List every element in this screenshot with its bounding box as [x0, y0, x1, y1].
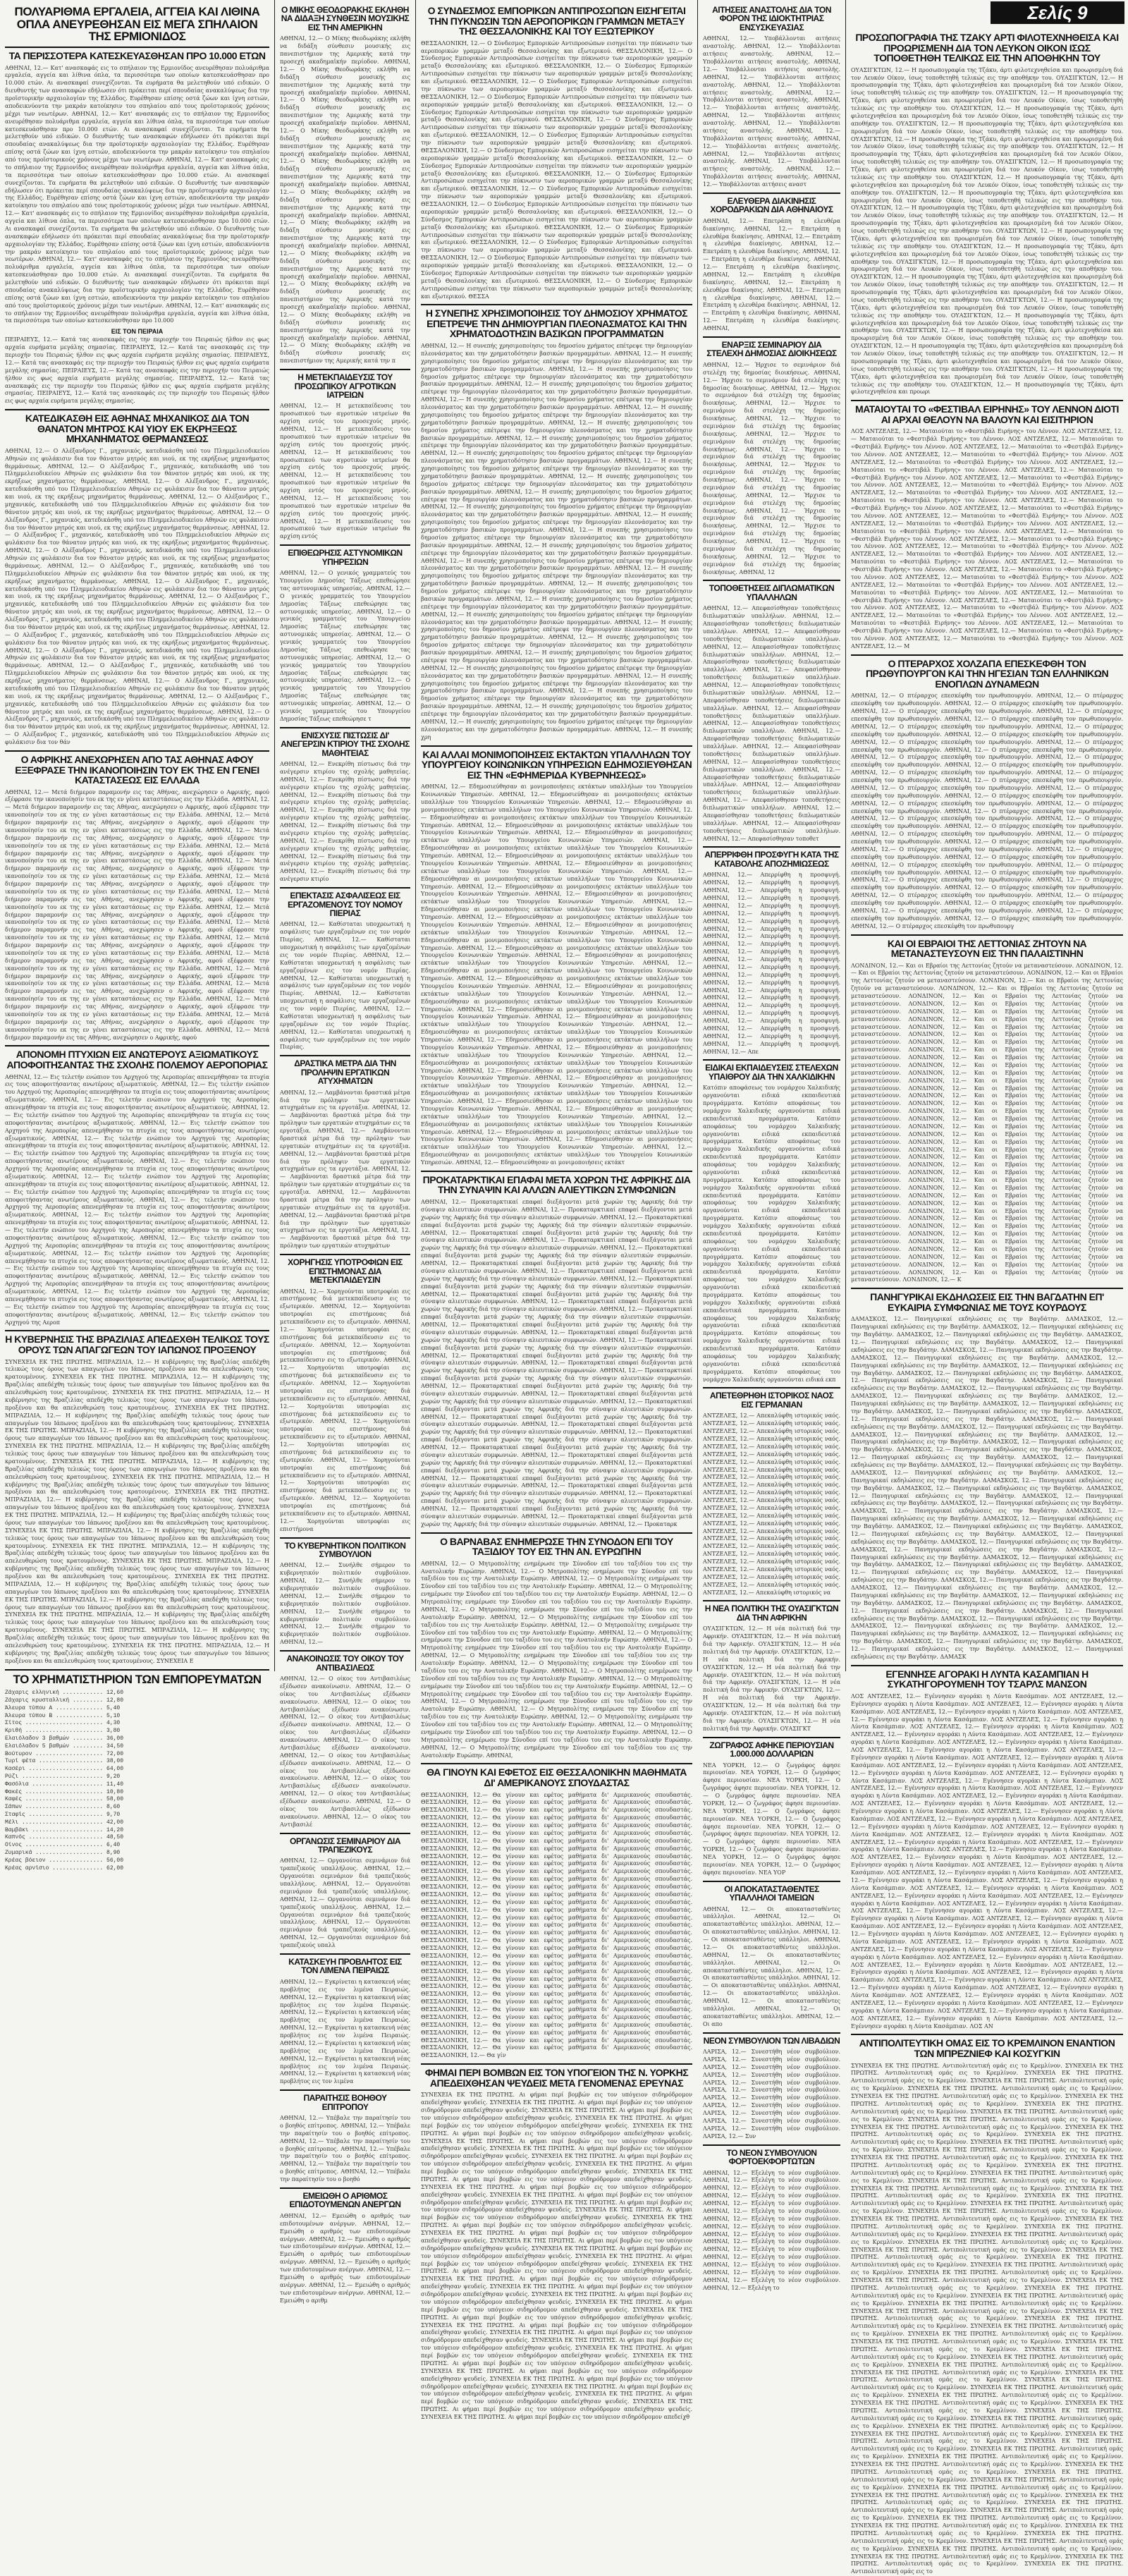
article-body: ΣΥΝΕΧΕΙΑ ΕΚ ΤΗΣ ΠΡΩΤΗΣ. Αντιπολιτευτική ομάς εις το Κρεμλίνον. ΣΥΝΕΧΕΙΑ ΕΚ ΤΗΣ ΠΡΩΤΗΣ. Αντιπολιτευτική ομάς εις το Κρεμλίνον. ΣΥΝΕΧΕΙΑ ΕΚ ΤΗΣ ΠΡΩΤΗΣ. Αντιπολιτευτική ομάς εις το Κρεμλίνον. ΣΥΝΕΧΕΙΑ ΕΚ ΤΗΣ ΠΡΩΤΗΣ. Αντιπολιτευτική ομάς εις το Κρεμλίνον. ΣΥΝΕΧΕΙΑ ΕΚ ΤΗΣ ΠΡΩΤΗΣ. Αντιπολιτευτική ομάς εις το Κρεμλίνον. ΣΥΝΕΧΕΙΑ ΕΚ ΤΗΣ ΠΡΩΤΗΣ. Αντιπολιτευτική ομάς εις το Κρεμλίνον. ΣΥΝΕΧΕΙΑ ΕΚ ΤΗΣ ΠΡΩΤΗΣ. Αντιπολιτευτική ομάς εις το Κρεμλίνον. ΣΥΝΕΧΕΙΑ ΕΚ ΤΗΣ ΠΡΩΤΗΣ. Αντιπολιτευτική ομάς εις το Κρεμλίνον. ΣΥΝΕΧΕΙΑ ΕΚ ΤΗΣ ΠΡΩΤΗΣ. Αντιπολιτευτική ομάς εις το Κρεμλίνον. ΣΥΝΕΧΕΙΑ ΕΚ ΤΗΣ ΠΡΩΤΗΣ. Αντιπολιτευτική ομάς εις το Κρεμλίνον. ΣΥΝΕΧΕΙΑ ΕΚ ΤΗΣ ΠΡΩΤΗΣ. Αντιπολιτευτική ομάς εις το Κρεμλίνον. ΣΥΝΕΧΕΙΑ ΕΚ ΤΗΣ ΠΡΩΤΗΣ. Αντιπολιτευτική ομάς εις το Κρεμλίνον. ΣΥΝΕΧΕΙΑ ΕΚ ΤΗΣ ΠΡΩΤΗΣ. Αντιπολιτευτική ομάς εις το Κρεμλίνον. ΣΥΝΕΧΕΙΑ ΕΚ ΤΗΣ ΠΡΩΤΗΣ. Αντιπολιτευτική ομάς εις το Κρεμλίνον. ΣΥΝΕΧΕΙΑ ΕΚ ΤΗΣ ΠΡΩΤΗΣ. Αντιπολιτευτική ομάς εις το Κρεμλίνον. ΣΥΝΕΧΕΙΑ ΕΚ ΤΗΣ ΠΡΩΤΗΣ. Αντιπολιτευτική ομάς εις το Κρεμλίνον. ΣΥΝΕΧΕΙΑ ΕΚ ΤΗΣ ΠΡΩΤΗΣ. Αντιπολιτευτική ομάς εις το Κρεμλίνον. ΣΥΝΕΧΕΙΑ ΕΚ ΤΗΣ ΠΡΩΤΗΣ. Αντιπολιτευτική ομάς εις το Κρεμλίνον. ΣΥΝΕΧΕΙΑ ΕΚ ΤΗΣ ΠΡΩΤΗΣ. Αντιπολιτευτική ομάς εις το Κρεμλίνον. ΣΥΝΕΧΕΙΑ ΕΚ ΤΗΣ ΠΡΩΤΗΣ. Αντιπολιτευτική ομάς εις το Κρεμλίνον. ΣΥΝΕΧΕΙΑ ΕΚ ΤΗΣ ΠΡΩΤΗΣ. Αντιπολιτευτική ομάς εις το Κρεμλίνον. ΣΥΝΕΧΕΙΑ ΕΚ ΤΗΣ ΠΡΩΤΗΣ. Αντιπολιτευτική ομάς εις το Κρεμλίνον. ΣΥΝΕΧΕΙΑ ΕΚ ΤΗΣ ΠΡΩΤΗΣ. Αντιπολιτευτική ομάς εις το Κρεμλίνον. ΣΥΝΕΧΕΙΑ ΕΚ ΤΗΣ ΠΡΩΤΗΣ. Αντιπολιτευτική ομάς εις το Κρεμλίνον. ΣΥΝΕΧΕΙΑ ΕΚ ΤΗΣ ΠΡΩΤΗΣ. Αντιπολιτευτική ομάς εις το Κρεμλίνον. ΣΥΝΕΧΕΙΑ ΕΚ ΤΗΣ ΠΡΩΤΗΣ. Αντιπολιτευτική ομάς εις το Κρεμλίνον. ΣΥΝΕΧΕΙΑ ΕΚ ΤΗΣ ΠΡΩΤΗΣ. Αντιπολιτευτική ομάς εις το Κρεμλίνον. ΣΥΝΕΧΕΙΑ ΕΚ ΤΗΣ ΠΡΩΤΗΣ. Αντιπολιτευτική ομάς εις το Κρεμλίνον. ΣΥΝΕΧΕΙΑ ΕΚ ΤΗΣ ΠΡΩΤΗΣ. Αντιπολιτευτική ομάς εις το Κρεμλίνον. ΣΥΝΕΧΕΙΑ ΕΚ ΤΗΣ ΠΡΩΤΗΣ. Αντιπολιτευτική ομάς εις το Κρεμλίνον. ΣΥΝΕΧΕΙΑ ΕΚ ΤΗΣ ΠΡΩΤΗΣ. Αντιπολιτευτική ομάς εις το Κρεμλίνον. ΣΥΝΕΧΕΙΑ ΕΚ ΤΗΣ ΠΡΩΤΗΣ. Αντιπολιτευτική ομάς εις το Κρεμλίνον. ΣΥΝΕΧΕΙΑ ΕΚ ΤΗΣ ΠΡΩΤΗΣ. Αντιπολιτευτική ομάς εις το Κρεμλίνον. ΣΥΝΕΧΕΙΑ ΕΚ ΤΗΣ ΠΡΩΤΗΣ. Αντιπολιτευτική ομάς εις το Κρεμλίνον. ΣΥΝΕΧΕΙΑ ΕΚ ΤΗΣ ΠΡΩΤΗΣ. Αντιπολιτευτική ομάς εις το Κρεμλίνον. ΣΥΝΕΧΕΙΑ ΕΚ ΤΗΣ ΠΡΩΤΗΣ. Αντιπολιτευτική ομάς εις το Κρεμλίνον. ΣΥΝΕΧΕΙΑ ΕΚ ΤΗΣ ΠΡΩΤΗΣ. Αντιπολιτευτική ομάς εις το Κρεμλίνον. ΣΥΝΕΧΕΙΑ ΕΚ ΤΗΣ ΠΡΩΤΗΣ. Αντιπολιτευτική ομάς εις το Κρεμλίνον. ΣΥΝΕΧΕΙΑ ΕΚ ΤΗΣ ΠΡΩΤΗΣ. Αντιπολιτευτική ομάς εις το Κρεμλίνον. ΣΥΝΕΧΕΙΑ ΕΚ ΤΗΣ ΠΡΩΤΗΣ. Αντιπολιτευτική ομάς εις το Κρεμλίνον. ΣΥΝΕΧΕΙΑ ΕΚ ΤΗΣ ΠΡΩΤΗΣ. Αντιπολιτευτική ομάς εις το Κρεμλίνον. ΣΥΝΕΧΕΙΑ ΕΚ ΤΗΣ ΠΡΩΤΗΣ. Αντιπολιτευτική ομάς εις το Κρεμλίνον. ΣΥΝΕΧΕΙΑ ΕΚ ΤΗΣ ΠΡΩΤΗΣ. Αντιπολιτευτική ομάς εις το Κρεμλίνον. ΣΥΝΕΧΕΙΑ ΕΚ ΤΗΣ ΠΡΩΤΗΣ. Αντιπολιτευτική ομάς εις το Κρεμλίνον. ΣΥΝΕΧΕΙΑ ΕΚ ΤΗΣ ΠΡΩΤΗΣ. Αντιπολιτευτική ομάς εις το Κρεμλίνον. ΣΥΝΕΧΕΙΑ ΕΚ ΤΗΣ ΠΡΩΤΗΣ. Αντιπολιτευτική ομάς εις το Κρεμλίνον. ΣΥΝΕΧΕΙΑ ΕΚ ΤΗΣ ΠΡΩΤΗΣ. Αντιπολιτευτική ομάς εις το Κρεμλίνον. ΣΥΝΕΧΕΙΑ ΕΚ ΤΗΣ ΠΡΩΤΗΣ. Αντιπολιτευτική ομάς εις το Κρεμλίνον. ΣΥΝΕΧΕΙΑ ΕΚ ΤΗΣ ΠΡΩΤΗΣ. Αντιπολιτευτική ομάς εις το Κρεμλίνον. ΣΥΝΕΧΕΙΑ ΕΚ ΤΗΣ ΠΡΩΤΗΣ. Αντιπολιτευτική ομάς εις το Κρεμλίνον. ΣΥΝΕΧΕΙΑ ΕΚ ΤΗΣ ΠΡΩΤΗΣ. Αντιπολιτευτική ομάς εις το Κρεμλίνον. ΣΥΝΕΧΕΙΑ ΕΚ ΤΗΣ ΠΡΩΤΗΣ. Αντιπολιτευτική ομάς εις το Κρεμλίνον. ΣΥΝΕΧΕΙΑ ΕΚ ΤΗΣ ΠΡΩΤΗΣ. Αντιπολιτευτική ομάς εις το Κρεμλίνον. ΣΥΝΕΧΕΙΑ ΕΚ ΤΗΣ ΠΡΩΤΗΣ. Αντιπολιτευτική ομάς εις το Κρεμλίνον. ΣΥΝΕΧΕΙΑ ΕΚ ΤΗΣ ΠΡΩΤΗΣ. Αντιπολιτευτική ομάς εις το Κρεμλίνον. ΣΥΝΕΧΕΙΑ ΕΚ ΤΗΣ ΠΡΩΤΗΣ. Αντιπολιτευτική ομάς εις το Κρεμλίνον. ΣΥΝΕΧΕΙΑ ΕΚ ΤΗΣ ΠΡΩΤΗΣ. Αντιπολιτευτική ομάς εις το Κρεμλίνον. ΣΥΝΕΧΕΙΑ ΕΚ ΤΗΣ ΠΡΩΤΗΣ. Αντιπολιτευτική ομάς εις το Κρεμλίνον. ΣΥΝΕΧΕΙΑ ΕΚ ΤΗΣ ΠΡΩΤΗΣ. Αντιπολιτευτική ομάς εις το Κρεμλίνον. ΣΥΝΕΧΕΙΑ ΕΚ ΤΗΣ ΠΡΩΤΗΣ. Αντιπολιτευτική ομάς εις το Κρεμλίνον. ΣΥΝΕΧΕΙΑ ΕΚ ΤΗΣ ΠΡΩΤΗΣ. Αντιπολιτευτική ομάς εις το Κρεμλίνον. ΣΥΝΕΧΕΙΑ ΕΚ ΤΗΣ ΠΡΩΤΗΣ. Αντιπολιτευτική ομάς εις το Κρεμλίνον. ΣΥΝΕΧΕΙΑ ΕΚ ΤΗΣ ΠΡΩΤΗΣ. Αντιπολιτευτική ομάς εις το Κρεμλίνον. ΣΥΝΕΧΕΙΑ ΕΚ ΤΗΣ ΠΡΩΤΗΣ. Αντιπολιτευτική ομάς εις το Κρεμλίνον. ΣΥΝΕΧΕΙΑ ΕΚ ΤΗΣ ΠΡΩΤΗΣ. Αντιπολιτευτική ομάς εις το Κρεμλίνον. ΣΥΝΕΧΕΙΑ ΕΚ ΤΗΣ ΠΡΩΤΗΣ. Αντιπολιτευτική ομάς εις το Κρεμλίνον. ΣΥΝΕΧΕΙΑ ΕΚ ΤΗΣ ΠΡΩΤΗΣ. Αντιπολιτευτική ομάς εις το Κρεμλίνον. ΣΥΝΕΧΕΙΑ ΕΚ ΤΗΣ ΠΡΩΤΗΣ. Αντιπολιτευτική ομάς εις το Κρεμλίνον. ΣΥΝΕΧΕΙΑ ΕΚ ΤΗΣ ΠΡΩΤΗΣ. Αντιπολιτευτική ομάς εις το Κρεμλίνον. ΣΥΝΕΧΕΙΑ ΕΚ ΤΗΣ ΠΡΩΤΗΣ. Αντιπολιτευτική ομάς εις το Κρεμλίνον. ΣΥΝΕΧΕΙΑ ΕΚ ΤΗΣ ΠΡΩΤΗΣ. Αντιπολιτευτική ομάς εις το Κρεμλίνον. ΣΥΝΕΧΕΙΑ ΕΚ ΤΗΣ ΠΡΩΤΗΣ. Αντιπολιτευτική ομάς εις το Κρεμλίνον. ΣΥΝΕΧΕΙΑ ΕΚ ΤΗΣ ΠΡΩΤΗΣ. Αντιπολιτευτική ομάς εις το Κρεμλίνον. ΣΥΝΕΧΕΙΑ ΕΚ ΤΗΣ ΠΡΩΤΗΣ. Αντιπολιτευτική ομάς εις το Κρεμλίνον. ΣΥΝΕΧΕΙΑ ΕΚ ΤΗΣ ΠΡΩΤΗΣ. Αντιπολιτευτική ομάς εις το Κρεμλίνον. ΣΥΝΕΧΕΙΑ ΕΚ ΤΗΣ ΠΡΩΤΗΣ. Αντιπολιτευτική ομάς εις το Κρεμλίνον. ΣΥΝΕΧΕΙΑ ΕΚ ΤΗΣ ΠΡΩΤΗΣ. Αντιπολιτευτική ομάς εις το Κρεμλίνον. ΣΥΝΕΧΕΙΑ ΕΚ ΤΗΣ ΠΡΩΤΗΣ. Αντιπολιτευτική ομάς εις το Κρεμλίνον. ΣΥΝΕΧΕΙΑ ΕΚ ΤΗΣ ΠΡΩΤΗΣ. Αντιπολιτευτική ομάς εις το Κρεμλίνον. ΣΥΝΕΧΕΙΑ ΕΚ ΤΗΣ ΠΡΩΤΗΣ. Αντιπολιτευτική ομάς εις το Κρεμλίνον. ΣΥΝΕΧΕΙΑ ΕΚ ΤΗΣ ΠΡΩΤΗΣ. Αντιπολιτευτική ομάς εις το Κρεμλίνον. ΣΥΝΕΧΕΙΑ ΕΚ ΤΗΣ ΠΡΩΤΗΣ. Αντιπολιτευτική ομάς εις το Κρεμλίνον. ΣΥΝΕΧΕΙΑ ΕΚ ΤΗΣ ΠΡΩΤΗΣ. Αντιπολιτευτική ομάς εις το	[851, 2063, 1123, 2576]
article-divider	[280, 1953, 410, 1955]
article-divider	[280, 544, 410, 546]
article-divider	[280, 1055, 410, 1056]
headline: ΦΗΜΑΙ ΠΕΡΙ ΒΟΜΒΩΝ ΕΙΣ ΤΟΝ ΥΠΟΓΕΙΟΝ ΤΗΣ Ν. ΥΟΡΚΗΣ ΑΠΕΔΕΙΧΘΗΣΑΝ ΨΕΥΔΕΙΣ ΜΕΤΑ ΓΕΝΟΜΕΝΑΣ ΕΡΕΥΝΑΣ	[421, 2068, 692, 2088]
headline: ΚΑΙ ΑΛΛΑΙ ΜΟΝΙΜΟΠΟΙΗΣΕΙΣ ΕΚΤΑΚΤΩΝ ΥΠΑΛΛΗΛΩΝ ΤΟΥ ΥΠΟΥΡΓΕΙΟΥ ΚΟΙΝΩΝΙΚΩΝ ΥΠΗΡΕΣΙΩΝ ΕΔΗΜΟΣΙΕΥΘΗΣΑΝ ΕΙΣ ΤΗΝ «ΕΦΗΜΕΡΙΔΑ ΚΥΒΕΡΝΗΣΕΩΣ»	[421, 750, 692, 781]
headline: ΠΑΡΑΙΤΗΣΙΣ ΒΟΗΘΟΥ ΕΠΙΤΡΟΠΟΥ	[280, 2094, 410, 2111]
article-body: ΑΘΗΝΑΙ, 12.— Ενεκρίθη πίστωσις διά την ανέγερσιν κτιρίου της σχολής μαθητείας. ΑΘΗΝΑΙ, 12.— Ενεκρίθη πίστωσις διά την ανέγερσιν κτιρίου της σχολής μαθητείας. ΑΘΗΝΑΙ, 12.— Ενεκρίθη πίστωσις διά την ανέγερσιν κτιρίου της σχολής μαθητείας. ΑΘΗΝΑΙ, 12.— Ενεκρίθη πίστωσις διά την ανέγερσιν κτιρίου της σχολής μαθητείας. ΑΘΗΝΑΙ, 12.— Ενεκρίθη πίστωσις διά την ανέγερσιν κτιρίου της σχολής μαθητείας. ΑΘΗΝΑΙ, 12.— Ενεκρίθη πίστωσις διά την ανέγερσιν κτιρίου της σχολής μαθητείας. ΑΘΗΝΑΙ, 12.— Ενεκρίθη πίστωσις διά την ανέγερσιν κτιρίου της σχολής μαθητείας. ΑΘΗΝΑΙ, 12.— Ενεκρίθη πίστωσις διά την ανέγερσιν κτιρίο	[280, 761, 410, 884]
article-divider	[703, 2032, 840, 2034]
market-row: Κρέας βόειον ................ 56,00	[5, 1857, 269, 1865]
article-body: ΑΘΗΝΑΙ, 12.— Εδημοσιεύθησαν αι μονιμοποιήσεις εκτάκτων υπαλλήλων του Υπουργείου Κοινωνικών Υπηρεσιών. ΑΘΗΝΑΙ, 12.— Εδημοσιεύθησαν αι μονιμοποιήσεις εκτάκτων υπαλλήλων του Υπουργείου Κοινωνικών Υπηρεσιών. ΑΘΗΝΑΙ, 12.— Εδημοσιεύθησαν αι μονιμοποιήσεις εκτάκτων υπαλλήλων του Υπουργείου Κοινωνικών Υπηρεσιών. ΑΘΗΝΑΙ, 12.— Εδημοσιεύθησαν αι μονιμοποιήσεις εκτάκτων υπαλλήλων του Υπουργείου Κοινωνικών Υπηρεσιών. ΑΘΗΝΑΙ, 12.— Εδημοσιεύθησαν αι μονιμοποιήσεις εκτάκτων υπαλλήλων του Υπουργείου Κοινωνικών Υπηρεσιών. ΑΘΗΝΑΙ, 12.— Εδημοσιεύθησαν αι μονιμοποιήσεις εκτάκτων υπαλλήλων του Υπουργείου Κοινωνικών Υπηρεσιών. ΑΘΗΝΑΙ, 12.— Εδημοσιεύθησαν αι μονιμοποιήσεις εκτάκτων υπαλλήλων του Υπουργείου Κοινωνικών Υπηρεσιών. ΑΘΗΝΑΙ, 12.— Εδημοσιεύθησαν αι μονιμοποιήσεις εκτάκτων υπαλλήλων του Υπουργείου Κοινωνικών Υπηρεσιών. ΑΘΗΝΑΙ, 12.— Εδημοσιεύθησαν αι μονιμοποιήσεις εκτάκτων υπαλλήλων του Υπουργείου Κοινωνικών Υπηρεσιών. ΑΘΗΝΑΙ, 12.— Εδημοσιεύθησαν αι μονιμοποιήσεις εκτάκτων υπαλλήλων του Υπουργείου Κοινωνικών Υπηρεσιών. ΑΘΗΝΑΙ, 12.— Εδημοσιεύθησαν αι μονιμοποιήσεις εκτάκτων υπαλλήλων του Υπουργείου Κοινωνικών Υπηρεσιών. ΑΘΗΝΑΙ, 12.— Εδημοσιεύθησαν αι μονιμοποιήσεις εκτάκτων υπαλλήλων του Υπουργείου Κοινωνικών Υπηρεσιών. ΑΘΗΝΑΙ, 12.— Εδημοσιεύθησαν αι μονιμοποιήσεις εκτάκτων υπαλλήλων του Υπουργείου Κοινωνικών Υπηρεσιών. ΑΘΗΝΑΙ, 12.— Εδημοσιεύθησαν αι μονιμοποιήσεις εκτάκτων υπαλλήλων του Υπουργείου Κοινωνικών Υπηρεσιών. ΑΘΗΝΑΙ, 12.— Εδημοσιεύθησαν αι μονιμοποιήσεις εκτάκτων υπαλλήλων του Υπουργείου Κοινωνικών Υπηρεσιών. ΑΘΗΝΑΙ, 12.— Εδημοσιεύθησαν αι μονιμοποιήσεις εκτάκτων υπαλλήλων του Υπουργείου Κοινωνικών Υπηρεσιών. ΑΘΗΝΑΙ, 12.— Εδημοσιεύθησαν αι μονιμοποιήσεις εκτάκτων υπαλλήλων του Υπουργείου Κοινωνικών Υπηρεσιών. ΑΘΗΝΑΙ, 12.— Εδημοσιεύθησαν αι μονιμοποιήσεις εκτάκτων υπαλλήλων του Υπουργείου Κοινωνικών Υπηρεσιών. ΑΘΗΝΑΙ, 12.— Εδημοσιεύθησαν αι μονιμοποιήσεις εκτάκτων υπαλλήλων του Υπουργείου Κοινωνικών Υπηρεσιών. ΑΘΗΝΑΙ, 12.— Εδημοσιεύθησαν αι μονιμοποιήσεις εκτάκτων υπαλλήλων του Υπουργείου Κοινωνικών Υπηρεσιών. ΑΘΗΝΑΙ, 12.— Εδημοσιεύθησαν αι μονιμοποιήσεις εκτάκτων υπαλλήλων του Υπουργείου Κοινωνικών Υπηρεσιών. ΑΘΗΝΑΙ, 12.— Εδημοσιεύθησαν αι μονιμοποιήσεις εκτάκτων υπαλλήλων του Υπουργείου Κοινωνικών Υπηρεσιών. ΑΘΗΝΑΙ, 12.— Εδημοσιεύθησαν αι μονιμοποιήσεις εκτάκτων υπαλλήλων του Υπουργείου Κοινωνικών Υπηρεσιών. ΑΘΗΝΑΙ, 12.— Εδημοσιεύθησαν αι μονιμοποιήσεις εκτάκτων υπαλλήλων του Υπουργείου Κοινωνικών Υπηρεσιών. ΑΘΗΝΑΙ, 12.— Εδημοσιεύθησαν αι μονιμοποιήσεις εκτάκτων υπαλλήλων του Υπουργείου Κοινωνικών Υπηρεσιών. ΑΘΗΝΑΙ, 12.— Εδημοσιεύθησαν αι μονιμοποιήσεις εκτάκτων υπαλλήλων του Υπουργείου Κοινωνικών Υπηρεσιών. ΑΘΗΝΑΙ, 12.— Εδημοσιεύθησαν αι μονιμοποιήσεις εκτάκτων υπαλλήλων του Υπουργείου Κοινωνικών Υπηρεσιών. ΑΘΗΝΑΙ, 12.— Εδημοσιεύθησαν αι μονιμοποιήσεις εκτάκτων υπαλλήλων του Υπουργείου Κοινωνικών Υπηρεσιών. ΑΘΗΝΑΙ, 12.— Εδημοσιεύθησαν αι μονιμοποιήσεις εκτάκτων υπαλλήλων του Υπουργείου Κοινωνικών Υπηρεσιών. ΑΘΗΝΑΙ, 12.— Εδημοσιεύθησαν αι μονιμοποιήσεις εκτάκτων υπαλλήλων του Υπουργείου Κοινωνικών Υπηρεσιών. ΑΘΗΝΑΙ, 12.— Εδημοσιεύθησαν αι μονιμοποιήσεις εκτάκτων υπαλλήλων του Υπουργείου Κοινωνικών Υπηρεσιών. ΑΘΗΝΑΙ, 12.— Εδημοσιεύθησαν αι μονιμοποιήσεις εκτάκτων υπαλλήλων του Υπουργείου Κοινωνικών Υπηρεσιών. ΑΘΗΝΑΙ, 12.— Εδημοσιεύθησαν αι μονιμοποιήσεις εκτάκτων υπαλλήλων του Υπουργείου Κοινωνικών Υπηρεσιών. ΑΘΗΝΑΙ, 12.— Εδημοσιεύθησαν αι μονιμοποιήσεις εκτάκτων υπαλλήλων του Υπουργείου Κοινωνικών Υπηρεσιών. ΑΘΗΝΑΙ, 12.— Εδημοσιεύθησαν αι μονιμοποιήσεις εκτάκτων υπαλλήλων του Υπουργείου Κοινωνικών Υπηρεσιών. ΑΘΗΝΑΙ, 12.— Εδημοσιεύθησαν αι μονιμοποιήσεις εκτάκτων υπαλλήλων του Υπουργείου Κοινωνικών Υπηρεσιών. ΑΘΗΝΑΙ, 12.— Εδημοσιεύθησαν αι μονιμοποιήσεις εκτάκτων υπαλλήλων του Υπουργείου Κοινωνικών Υπηρεσιών. ΑΘΗΝΑΙ, 12.— Εδημοσιεύθησαν αι μονιμοποιήσεις εκτάκτ	[421, 783, 692, 1167]
article-body: ΑΘΗΝΑΙ, 12.— Υπέβαλε την παραίτησίν του ο βοηθός επίτροπος. ΑΘΗΝΑΙ, 12.— Υπέβαλε την παραίτησίν του ο βοηθός επίτροπος. ΑΘΗΝΑΙ, 12.— Υπέβαλε την παραίτησίν του ο βοηθός επίτροπος. ΑΘΗΝΑΙ, 12.— Υπέβαλε την παραίτησίν του ο βοηθός επίτροπος. ΑΘΗΝΑΙ, 12.— Υπέβαλε την παραίτησίν του ο βοηθός επίτροπος. ΑΘΗΝΑΙ, 12.— Υπέβαλε την παραίτησίν του ο βοηθό	[280, 2115, 410, 2184]
headline: ΕΓΕΝΝΗΣΕ ΑΓΟΡΑΚΙ Η ΛΥΝΤΑ ΚΑΣΑΜΠΙΑΝ Η ΣΥΚΑΤΗΓΟΡΟΥΜΕΝΗ ΤΟΥ ΤΣΑΡΛΣ ΜΑΝΣΟΝ	[851, 1669, 1123, 1690]
article-body: ΑΘΗΝΑΙ, 12.— Μετά διήμερον παραμονήν εις τας Αθήνας, ανεχώρησεν ο Αφρικής, αφού εξέφρασε την ικανοποίησίν του εκ της εν γένει καταστάσεως εις την Ελλάδα. ΑΘΗΝΑΙ, 12.— Μετά διήμερον παραμονήν εις τας Αθήνας, ανεχώρησεν ο Αφρικής, αφού εξέφρασε την ικανοποίησίν του εκ της εν γένει καταστάσεως εις την Ελλάδα. ΑΘΗΝΑΙ, 12.— Μετά διήμερον παραμονήν εις τας Αθήνας, ανεχώρησεν ο Αφρικής, αφού εξέφρασε την ικανοποίησίν του εκ της εν γένει καταστάσεως εις την Ελλάδα. ΑΘΗΝΑΙ, 12.— Μετά διήμερον παραμονήν εις τας Αθήνας, ανεχώρησεν ο Αφρικής, αφού εξέφρασε την ικανοποίησίν του εκ της εν γένει καταστάσεως εις την Ελλάδα. ΑΘΗΝΑΙ, 12.— Μετά διήμερον παραμονήν εις τας Αθήνας, ανεχώρησεν ο Αφρικής, αφού εξέφρασε την ικανοποίησίν του εκ της εν γένει καταστάσεως εις την Ελλάδα. ΑΘΗΝΑΙ, 12.— Μετά διήμερον παραμονήν εις τας Αθήνας, ανεχώρησεν ο Αφρικής, αφού εξέφρασε την ικανοποίησίν του εκ της εν γένει καταστάσεως εις την Ελλάδα. ΑΘΗΝΑΙ, 12.— Μετά διήμερον παραμονήν εις τας Αθήνας, ανεχώρησεν ο Αφρικής, αφού εξέφρασε την ικανοποίησίν του εκ της εν γένει καταστάσεως εις την Ελλάδα. ΑΘΗΝΑΙ, 12.— Μετά διήμερον παραμονήν εις τας Αθήνας, ανεχώρησεν ο Αφρικής, αφού εξέφρασε την ικανοποίησίν του εκ της εν γένει καταστάσεως εις την Ελλάδα. ΑΘΗΝΑΙ, 12.— Μετά διήμερον παραμονήν εις τας Αθήνας, ανεχώρησεν ο Αφρικής, αφού εξέφρασε την ικανοποίησίν του εκ της εν γένει καταστάσεως εις την Ελλάδα. ΑΘΗΝΑΙ, 12.— Μετά διήμερον παραμονήν εις τας Αθήνας, ανεχώρησεν ο Αφρικής, αφού εξέφρασε την ικανοποίησίν του εκ της εν γένει καταστάσεως εις την Ελλάδα. ΑΘΗΝΑΙ, 12.— Μετά διήμερον παραμονήν εις τας Αθήνας, ανεχώρησεν ο Αφρικής, αφού εξέφρασε την ικανοποίησίν του εκ της εν γένει καταστάσεως εις την Ελλάδα. ΑΘΗΝΑΙ, 12.— Μετά διήμερον παραμονήν εις τας Αθήνας, ανεχώρησεν ο Αφρικής, αφού εξέφρασε την ικανοποίησίν του εκ της εν γένει καταστάσεως εις την Ελλάδα. ΑΘΗΝΑΙ, 12.— Μετά διήμερον παραμονήν εις τας Αθήνας, ανεχώρησεν ο Αφρικής, αφού εξέφρασε την ικανοποίησίν του εκ της εν γένει καταστάσεως εις την Ελλάδα. ΑΘΗΝΑΙ, 12.— Μετά διήμερον παραμονήν εις τας Αθήνας, ανεχώρησεν ο Αφρικής, αφού εξέφρασε την ικανοποίησίν του εκ της εν γένει καταστάσεως εις την Ελλάδα. ΑΘΗΝΑΙ, 12.— Μετά διήμερον παραμονήν εις τας Αθήνας, ανεχώρησεν ο Αφρικής, αφού εξέφρασε την ικανοποίησίν του εκ της εν γένει καταστάσεως εις την Ελλάδα. ΑΘΗΝΑΙ, 12.— Μετά διήμερον παραμονήν εις τας Αθήνας, ανεχώρησεν ο Αφρικής, αφού εξέφρασε την ικανοποίησίν του εκ της εν γένει καταστάσεως εις την Ελλάδα. ΑΘΗΝΑΙ, 12.— Μετά διήμερον παραμονήν εις τας Αθήνας, ανεχώρησεν ο Αφρικής, αφού	[5, 789, 269, 1042]
article-body: ΑΘΗΝΑΙ, 12.— Κατ' ανασκαφάς εις το σπήλαιον της Ερμιονίδος ανευρέθησαν πολυάριθμα εργαλεία, αγγεία και λίθινα όπλα, τα περισσότερα των οποίων κατεσκευάσθησαν προ 10.000 ετών. Αι ανασκαφαί συνεχίζονται. Τα ευρήματα θα μελετηθούν υπό ειδικών. Ο διευθυντής των ανασκαφών εδήλωσεν ότι πρόκειται περί σπουδαίας ανακαλύψεως δια την προϊστορικήν αρχαιολογίαν της Ελλάδος. Ευρέθησαν επίσης οστά ζώων και ίχνη εστιών, αποδεικνύοντα την μακράν κατοίκησιν του σπηλαίου από τους προϊστορικούς χρόνους μέχρι των νεωτέρων. ΑΘΗΝΑΙ, 12.— Κατ' ανασκαφάς εις το σπήλαιον της Ερμιονίδος ανευρέθησαν πολυάριθμα εργαλεία, αγγεία και λίθινα όπλα, τα περισσότερα των οποίων κατεσκευάσθησαν προ 10.000 ετών. Αι ανασκαφαί συνεχίζονται. Τα ευρήματα θα μελετηθούν υπό ειδικών. Ο διευθυντής των ανασκαφών εδήλωσεν ότι πρόκειται περί σπουδαίας ανακαλύψεως δια την προϊστορικήν αρχαιολογίαν της Ελλάδος. Ευρέθησαν επίσης οστά ζώων και ίχνη εστιών, αποδεικνύοντα την μακράν κατοίκησιν του σπηλαίου από τους προϊστορικούς χρόνους μέχρι των νεωτέρων. ΑΘΗΝΑΙ, 12.— Κατ' ανασκαφάς εις το σπήλαιον της Ερμιονίδος ανευρέθησαν πολυάριθμα εργαλεία, αγγεία και λίθινα όπλα, τα περισσότερα των οποίων κατεσκευάσθησαν προ 10.000 ετών. Αι ανασκαφαί συνεχίζονται. Τα ευρήματα θα μελετηθούν υπό ειδικών. Ο διευθυντής των ανασκαφών εδήλωσεν ότι πρόκειται περί σπουδαίας ανακαλύψεως δια την προϊστορικήν αρχαιολογίαν της Ελλάδος. Ευρέθησαν επίσης οστά ζώων και ίχνη εστιών, αποδεικνύοντα την μακράν κατοίκησιν του σπηλαίου από τους προϊστορικούς χρόνους μέχρι των νεωτέρων. ΑΘΗΝΑΙ, 12.— Κατ' ανασκαφάς εις το σπήλαιον της Ερμιονίδος ανευρέθησαν πολυάριθμα εργαλεία, αγγεία και λίθινα όπλα, τα περισσότερα των οποίων κατεσκευάσθησαν προ 10.000 ετών. Αι ανασκαφαί συνεχίζονται. Τα ευρήματα θα μελετηθούν υπό ειδικών. Ο διευθυντής των ανασκαφών εδήλωσεν ότι πρόκειται περί σπουδαίας ανακαλύψεως δια την προϊστορικήν αρχαιολογίαν της Ελλάδος. Ευρέθησαν επίσης οστά ζώων και ίχνη εστιών, αποδεικνύοντα την μακράν κατοίκησιν του σπηλαίου από τους προϊστορικούς χρόνους μέχρι των νεωτέρων. ΑΘΗΝΑΙ, 12.— Κατ' ανασκαφάς εις το σπήλαιον της Ερμιονίδος ανευρέθησαν πολυάριθμα εργαλεία, αγγεία και λίθινα όπλα, τα περισσότερα των οποίων κατεσκευάσθησαν προ 10.000 ετών. Αι ανασκαφαί συνεχίζονται. Τα ευρήματα θα μελετηθούν υπό ειδικών. Ο διευθυντής των ανασκαφών εδήλωσεν ότι πρόκειται περί σπουδαίας ανακαλύψεως δια την προϊστορικήν αρχαιολογίαν της Ελλάδος. Ευρέθησαν επίσης οστά ζώων και ίχνη εστιών, αποδεικνύοντα την μακράν κατοίκησιν του σπηλαίου από τους προϊστορικούς χρόνους μέχρι των νεωτέρων. ΑΘΗΝΑΙ, 12.— Κατ' ανασκαφάς εις το σπήλαιον της Ερμιονίδος ανευρέθησαν πολυάριθμα εργαλεία, αγγεία και λίθινα όπλα, τα περισσότερα των οποίων κατεσκευάσθησαν προ 10.000	[5, 65, 269, 326]
article-body: ΑΘΗΝΑΙ, 12.— Καθίσταται υποχρεωτική η ασφάλισις των εργαζομένων εις τον νομόν Πιερίας. ΑΘΗΝΑΙ, 12.— Καθίσταται υποχρεωτική η ασφάλισις των εργαζομένων εις τον νομόν Πιερίας. ΑΘΗΝΑΙ, 12.— Καθίσταται υποχρεωτική η ασφάλισις των εργαζομένων εις τον νομόν Πιερίας. ΑΘΗΝΑΙ, 12.— Καθίσταται υποχρεωτική η ασφάλισις των εργαζομένων εις τον νομόν Πιερίας. ΑΘΗΝΑΙ, 12.— Καθίσταται υποχρεωτική η ασφάλισις των εργαζομένων εις τον νομόν Πιερίας. ΑΘΗΝΑΙ, 12.— Καθίσταται υποχρεωτική η ασφάλισις των εργαζομένων εις τον νομόν Πιερίας. ΑΘΗΝΑΙ, 12.— Καθίσταται υποχρεωτική η ασφάλισις των εργαζομένων εις τον νομόν Πιερίας.	[280, 921, 410, 1051]
market-row: Κρέας αρνίσιο ............... 62,00	[5, 1865, 269, 1873]
market-row: Κριθή ....................... 3,80	[5, 1728, 269, 1735]
article-divider	[703, 1737, 840, 1738]
article-divider	[280, 369, 410, 370]
article-divider	[851, 934, 1123, 936]
headline: ΕΠΙΘΕΩΡΗΣΙΣ ΑΣΤΥΝΟΜΙΚΩΝ ΥΠΗΡΕΣΙΩΝ	[280, 549, 410, 566]
market-row: Άλευρα τύπου Α .............. 5,40	[5, 1705, 269, 1713]
article-body: ΑΘΗΝΑΙ, 12.— Ο πτέραρχος επεσκέφθη τον πρωθυπουργόν. ΑΘΗΝΑΙ, 12.— Ο πτέραρχος επεσκέφθη τον πρωθυπουργόν. ΑΘΗΝΑΙ, 12.— Ο πτέραρχος επεσκέφθη τον πρωθυπουργόν. ΑΘΗΝΑΙ, 12.— Ο πτέραρχος επεσκέφθη τον πρωθυπουργόν. ΑΘΗΝΑΙ, 12.— Ο πτέραρχος επεσκέφθη τον πρωθυπουργόν. ΑΘΗΝΑΙ, 12.— Ο πτέραρχος επεσκέφθη τον πρωθυπουργόν. ΑΘΗΝΑΙ, 12.— Ο πτέραρχος επεσκέφθη τον πρωθυπουργόν. ΑΘΗΝΑΙ, 12.— Ο πτέραρχος επεσκέφθη τον πρωθυπουργόν. ΑΘΗΝΑΙ, 12.— Ο πτέραρχος επεσκέφθη τον πρωθυπουργόν. ΑΘΗΝΑΙ, 12.— Ο πτέραρχος επεσκέφθη τον πρωθυπουργόν. ΑΘΗΝΑΙ, 12.— Ο πτέραρχος επεσκέφθη τον πρωθυπουργόν. ΑΘΗΝΑΙ, 12.— Ο πτέραρχος επεσκέφθη τον πρωθυπουργόν. ΑΘΗΝΑΙ, 12.— Ο πτέραρχος επεσκέφθη τον πρωθυπουργόν. ΑΘΗΝΑΙ, 12.— Ο πτέραρχος επεσκέφθη τον πρωθυπουργόν. ΑΘΗΝΑΙ, 12.— Ο πτέραρχος επεσκέφθη τον πρωθυπουργόν. ΑΘΗΝΑΙ, 12.— Ο πτέραρχος επεσκέφθη τον πρωθυπουργόν. ΑΘΗΝΑΙ, 12.— Ο πτέραρχος επεσκέφθη τον πρωθυπουργόν. ΑΘΗΝΑΙ, 12.— Ο πτέραρχος επεσκέφθη τον πρωθυπουργόν. ΑΘΗΝΑΙ, 12.— Ο πτέραρχος επεσκέφθη τον πρωθυπουργόν. ΑΘΗΝΑΙ, 12.— Ο πτέραρχος επεσκέφθη τον πρωθυπουργόν. ΑΘΗΝΑΙ, 12.— Ο πτέραρχος επεσκέφθη τον πρωθυπουργόν. ΑΘΗΝΑΙ, 12.— Ο πτέραρχος επεσκέφθη τον πρωθυπουργόν. ΑΘΗΝΑΙ, 12.— Ο πτέραρχος επεσκέφθη τον πρωθυπουργόν. ΑΘΗΝΑΙ, 12.— Ο πτέραρχος επεσκέφθη τον πρωθυπουργόν. ΑΘΗΝΑΙ, 12.— Ο πτέραρχος επεσκέφθη τον πρωθυπουργόν. ΑΘΗΝΑΙ, 12.— Ο πτέραρχος επεσκέφθη τον πρωθυπουργόν. ΑΘΗΝΑΙ, 12.— Ο πτέραρχος επεσκέφθη τον πρωθυπουργόν. ΑΘΗΝΑΙ, 12.— Ο πτέραρχος επεσκέφθη τον πρωθυπουργόν. ΑΘΗΝΑΙ, 12.— Ο πτέραρχος επεσκέφθη τον πρωθυπουργόν. ΑΘΗΝΑΙ, 12.— Ο πτέραρχος επεσκέφθη τον πρωθυπουργόν. ΑΘΗΝΑΙ, 12.— Ο πτέραρχος επεσκέφθη τον πρωθυπουργόν. ΑΘΗΝΑΙ, 12.— Ο πτέραρχος επεσκέφθη τον πρωθυπουργόν. ΑΘΗΝΑΙ, 12.— Ο πτέραρχος επεσκέφθη τον πρωθυπουργόν. ΑΘΗΝΑΙ, 12.— Ο πτέραρχος επεσκέφθη τον πρωθυπουργόν. ΑΘΗΝΑΙ, 12.— Ο πτέραρχος επεσκέφθη τον πρωθυπουργόν. ΑΘΗΝΑΙ, 12.— Ο πτέραρχος επεσκέφθη τον πρωθυπουργόν. ΑΘΗΝΑΙ, 12.— Ο πτέραρχος επεσκέφθη τον πρωθυπουργόν. ΑΘΗΝΑΙ, 12.— Ο πτέραρχος επεσκέφθη τον πρωθυπουργόν. ΑΘΗΝΑΙ, 12.— Ο πτέραρχος επεσκέφθη τον πρωθυπουργόν. ΑΘΗΝΑΙ, 12.— Ο πτέραρχος επεσκέφθη τον πρωθυπουργόν. ΑΘΗΝΑΙ, 12.— Ο πτέραρχος επεσκέφθη τον πρωθυπουργόν. ΑΘΗΝΑΙ, 12.— Ο πτέραρχος επεσκέφθη τον πρωθυπουργόν. ΑΘΗΝΑΙ, 12.— Ο πτέραρχος επεσκέφθη τον πρωθυπουργόν. ΑΘΗΝΑΙ, 12.— Ο πτέραρχος επεσκέφθη τον πρωθυπουργόν. ΑΘΗΝΑΙ, 12.— Ο πτέραρχος επεσκέφθη τον πρωθυπουργόν. ΑΘΗΝΑΙ, 12.— Ο πτέραρχος επεσκέφθη τον πρωθυπουργ	[851, 692, 1123, 930]
column-4	[698, 0, 846, 1671]
article-body: ΝΕΑ ΥΟΡΚΗ, 12.— Ο ζωγράφος άφησε περιουσίαν. ΝΕΑ ΥΟΡΚΗ, 12.— Ο ζωγράφος άφησε περιουσίαν. ΝΕΑ ΥΟΡΚΗ, 12.— Ο ζωγράφος άφησε περιουσίαν. ΝΕΑ ΥΟΡΚΗ, 12.— Ο ζωγράφος άφησε περιουσίαν. ΝΕΑ ΥΟΡΚΗ, 12.— Ο ζωγράφος άφησε περιουσίαν. ΝΕΑ ΥΟΡΚΗ, 12.— Ο ζωγράφος άφησε περιουσίαν. ΝΕΑ ΥΟΡΚΗ, 12.— Ο ζωγράφος άφησε περιουσίαν. ΝΕΑ ΥΟΡΚΗ, 12.— Ο ζωγράφος άφησε περιουσίαν. ΝΕΑ ΥΟΡΚΗ, 12.— Ο ζωγράφος άφησε περιουσίαν. ΝΕΑ ΥΟΡΚΗ, 12.— Ο ζωγράφος άφησε περιουσίαν. ΝΕΑ ΥΟΡΚΗ, 12.— Ο ζωγράφος άφησε περιουσίαν. ΝΕΑ ΥΟΡΚΗ, 12.— Ο ζωγράφος άφησε περιουσίαν. ΝΕΑ ΥΟΡ	[703, 1762, 840, 1877]
article-divider	[280, 2089, 410, 2091]
market-row: Σταφίς ...................... 9,70	[5, 1812, 269, 1819]
market-row: Ζυμαρικά .................... 8,90	[5, 1850, 269, 1857]
market-row: Σάπων ....................... 8,60	[5, 1804, 269, 1812]
article-divider	[280, 1833, 410, 1834]
article-body: ΘΕΣΣΑΛΟΝΙΚΗ, 12.— Ο Σύνδεσμος Εμπορικών Αντιπροσώπων εισηγείται την πύκνωσιν των αεροπορικών γραμμών μεταξύ Θεσσαλονίκης και εξωτερικού. ΘΕΣΣΑΛΟΝΙΚΗ, 12.— Ο Σύνδεσμος Εμπορικών Αντιπροσώπων εισηγείται την πύκνωσιν των αεροπορικών γραμμών μεταξύ Θεσσαλονίκης και εξωτερικού. ΘΕΣΣΑΛΟΝΙΚΗ, 12.— Ο Σύνδεσμος Εμπορικών Αντιπροσώπων εισηγείται την πύκνωσιν των αεροπορικών γραμμών μεταξύ Θεσσαλονίκης και εξωτερικού. ΘΕΣΣΑΛΟΝΙΚΗ, 12.— Ο Σύνδεσμος Εμπορικών Αντιπροσώπων εισηγείται την πύκνωσιν των αεροπορικών γραμμών μεταξύ Θεσσαλονίκης και εξωτερικού. ΘΕΣΣΑΛΟΝΙΚΗ, 12.— Ο Σύνδεσμος Εμπορικών Αντιπροσώπων εισηγείται την πύκνωσιν των αεροπορικών γραμμών μεταξύ Θεσσαλονίκης και εξωτερικού. ΘΕΣΣΑΛΟΝΙΚΗ, 12.— Ο Σύνδεσμος Εμπορικών Αντιπροσώπων εισηγείται την πύκνωσιν των αεροπορικών γραμμών μεταξύ Θεσσαλονίκης και εξωτερικού. ΘΕΣΣΑΛΟΝΙΚΗ, 12.— Ο Σύνδεσμος Εμπορικών Αντιπροσώπων εισηγείται την πύκνωσιν των αεροπορικών γραμμών μεταξύ Θεσσαλονίκης και εξωτερικού. ΘΕΣΣΑΛΟΝΙΚΗ, 12.— Ο Σύνδεσμος Εμπορικών Αντιπροσώπων εισηγείται την πύκνωσιν των αεροπορικών γραμμών μεταξύ Θεσσαλονίκης και εξωτερικού. ΘΕΣΣΑΛΟΝΙΚΗ, 12.— Ο Σύνδεσμος Εμπορικών Αντιπροσώπων εισηγείται την πύκνωσιν των αεροπορικών γραμμών μεταξύ Θεσσαλονίκης και εξωτερικού. ΘΕΣΣΑΛΟΝΙΚΗ, 12.— Ο Σύνδεσμος Εμπορικών Αντιπροσώπων εισηγείται την πύκνωσιν των αεροπορικών γραμμών μεταξύ Θεσσαλονίκης και εξωτερικού. ΘΕΣΣΑΛΟΝΙΚΗ, 12.— Ο Σύνδεσμος Εμπορικών Αντιπροσώπων εισηγείται την πύκνωσιν των αεροπορικών γραμμών μεταξύ Θεσσαλονίκης και εξωτερικού. ΘΕΣΣΑΛΟΝΙΚΗ, 12.— Ο Σύνδεσμος Εμπορικών Αντιπροσώπων εισηγείται την πύκνωσιν των αεροπορικών γραμμών μεταξύ Θεσσαλονίκης και εξωτερικού. ΘΕΣΣΑΛΟΝΙΚΗ, 12.— Ο Σύνδεσμος Εμπορικών Αντιπροσώπων εισηγείται την πύκνωσιν των αεροπορικών γραμμών μεταξύ Θεσσαλονίκης και εξωτερικού. ΘΕΣΣΑΛΟΝΙΚΗ, 12.— Ο Σύνδεσμος Εμπορικών Αντιπροσώπων εισηγείται την πύκνωσιν των αεροπορικών γραμμών μεταξύ Θεσσαλονίκης και εξωτερικού. ΘΕΣΣΑΛΟΝΙΚΗ, 12.— Ο Σύνδεσμος Εμπορικών Αντιπροσώπων εισηγείται την πύκνωσιν των αεροπορικών γραμμών μεταξύ Θεσσαλονίκης και εξωτερικού. ΘΕΣΣΑΛΟΝΙΚΗ, 12.— Ο Σύνδεσμος Εμπορικών Αντιπροσώπων εισηγείται την πύκνωσιν των αεροπορικών γραμμών μεταξύ Θεσσαλονίκης και εξωτερικού. ΘΕΣΣΑΛΟΝΙΚΗ, 12.— Ο Σύνδεσμος Εμπορικών Αντιπροσώπων εισηγείται την πύκνωσιν των αεροπορικών γραμμών μεταξύ Θεσσαλονίκης και εξωτερικού. ΘΕΣΣΑΛΟΝΙΚΗ, 12.— Ο Σύνδεσμος Εμπορικών Αντιπροσώπων εισηγείται την πύκνωσιν των αεροπορικών γραμμών μεταξύ Θεσσαλονίκης και εξωτερικού. ΘΕΣΣΑΛΟΝΙΚΗ, 12.— Ο Σύνδεσμος Εμπορικών Αντιπροσώπων εισηγείται την πύκνωσιν των αεροπορικών γραμμών μεταξύ Θεσσαλονίκης και εξωτερικού. ΘΕΣΣΑ	[421, 40, 692, 301]
column-5	[846, 0, 1128, 1671]
article-divider	[703, 1881, 840, 1882]
headline: ΟΡΓΑΝΩΣΙΣ ΣΕΜΙΝΑΡΙΟΥ ΔΙΑ ΤΡΑΠΕΖΙΚΟΥΣ	[280, 1837, 410, 1855]
headline: Ο ΒΑΡΝΑΒΑΣ ΕΝΗΜΕΡΩΣΕ ΤΗΝ ΣΥΝΟΔΟΝ ΕΠΙ ΤΟΥ ΤΑΞΙΔΙΟΥ ΤΟΥ ΕΙΣ ΤΗΝ ΑΝ. ΕΥΡΩΠΗΝ	[421, 1537, 692, 1557]
market-row: Φακές ....................... 10,80	[5, 1789, 269, 1797]
headline: ΠΑΝΗΓΥΡΙΚΑΙ ΕΚΔΗΛΩΣΕΙΣ ΕΙΣ ΤΗΝ ΒΑΓΔΑΤΗΝ ΕΠ' ΕΥΚΑΙΡΙΑ ΣΥΜΦΩΝΙΑΣ ΜΕ ΤΟΥΣ ΚΟΥΡΔΟΥΣ	[851, 1292, 1123, 1312]
article-body: ΑΘΗΝΑΙ, 12.— Ήρχισε το σεμινάριον διά στελέχη της δημοσίας διοικήσεως. ΑΘΗΝΑΙ, 12.— Ήρχισε το σεμινάριον διά στελέχη της δημοσίας διοικήσεως. ΑΘΗΝΑΙ, 12.— Ήρχισε το σεμινάριον διά στελέχη της δημοσίας διοικήσεως. ΑΘΗΝΑΙ, 12.— Ήρχισε το σεμινάριον διά στελέχη της δημοσίας διοικήσεως. ΑΘΗΝΑΙ, 12.— Ήρχισε το σεμινάριον διά στελέχη της δημοσίας διοικήσεως. ΑΘΗΝΑΙ, 12.— Ήρχισε το σεμινάριον διά στελέχη της δημοσίας διοικήσεως. ΑΘΗΝΑΙ, 12.— Ήρχισε το σεμινάριον διά στελέχη της δημοσίας διοικήσεως. ΑΘΗΝΑΙ, 12.— Ήρχισε το σεμινάριον διά στελέχη της δημοσίας διοικήσεως. ΑΘΗΝΑΙ, 12.— Ήρχισε το σεμινάριον διά στελέχη της δημοσίας διοικήσεως. ΑΘΗΝΑΙ, 12.— Ήρχισε το σεμινάριον διά στελέχη της δημοσίας διοικήσεως. ΑΘΗΝΑΙ, 12.— Ήρχισε το σεμινάριον διά στελέχη της δημοσίας διοικήσεως. ΑΘΗΝΑΙ, 12.— Ήρχισε το σεμινάριον διά στελέχη της δημοσίας διοικήσεως. ΑΘΗΝΑΙ, 12.— Ήρχισε το σεμινάριον διά στελέχη της δημοσίας διοικήσεως. ΑΘΗΝΑΙ, 12.— Ήρχισε το σεμινάριον διά στελέχη της δημοσίας διοικήσεως. ΑΘΗΝΑΙ, 12	[703, 362, 840, 577]
article-divider	[421, 304, 692, 305]
headline: ΑΝΑΚΟΙΝΩΣΙΣ ΤΟΥ ΟΙΚΟΥ ΤΟΥ ΑΝΤΙΒΑΣΙΛΕΩΣ	[280, 1654, 410, 1672]
article-divider	[5, 1330, 269, 1331]
market-table	[5, 1690, 269, 1872]
column-2	[275, 0, 416, 1671]
article-divider	[5, 750, 269, 752]
article-divider	[703, 336, 840, 338]
headline: ΘΑ ΓΙΝΟΥΝ ΚΑΙ ΕΦΕΤΟΣ ΕΙΣ ΘΕΣΣΑΛΟΝΙΚΗΝ ΜΑΘΗΜΑΤΑ ΔΙ' ΑΜΕΡΙΚΑΝΟΥΣ ΣΠΟΥΔΑΣΤΑΣ	[421, 1767, 692, 1788]
article-body: ΛΟΣ ΑΝΤΖΕΛΕΣ, 12.— Ματαιούται το «Φεστιβάλ Ειρήνης» του Λέννον. ΛΟΣ ΑΝΤΖΕΛΕΣ, 12.— Ματαιούται το «Φεστιβάλ Ειρήνης» του Λέννον. ΛΟΣ ΑΝΤΖΕΛΕΣ, 12.— Ματαιούται το «Φεστιβάλ Ειρήνης» του Λέννον. ΛΟΣ ΑΝΤΖΕΛΕΣ, 12.— Ματαιούται το «Φεστιβάλ Ειρήνης» του Λέννον. ΛΟΣ ΑΝΤΖΕΛΕΣ, 12.— Ματαιούται το «Φεστιβάλ Ειρήνης» του Λέννον. ΛΟΣ ΑΝΤΖΕΛΕΣ, 12.— Ματαιούται το «Φεστιβάλ Ειρήνης» του Λέννον. ΛΟΣ ΑΝΤΖΕΛΕΣ, 12.— Ματαιούται το «Φεστιβάλ Ειρήνης» του Λέννον. ΛΟΣ ΑΝΤΖΕΛΕΣ, 12.— Ματαιούται το «Φεστιβάλ Ειρήνης» του Λέννον. ΛΟΣ ΑΝΤΖΕΛΕΣ, 12.— Ματαιούται το «Φεστιβάλ Ειρήνης» του Λέννον. ΛΟΣ ΑΝΤΖΕΛΕΣ, 12.— Ματαιούται το «Φεστιβάλ Ειρήνης» του Λέννον. ΛΟΣ ΑΝΤΖΕΛΕΣ, 12.— Ματαιούται το «Φεστιβάλ Ειρήνης» του Λέννον. ΛΟΣ ΑΝΤΖΕΛΕΣ, 12.— Ματαιούται το «Φεστιβάλ Ειρήνης» του Λέννον. ΛΟΣ ΑΝΤΖΕΛΕΣ, 12.— Ματαιούται το «Φεστιβάλ Ειρήνης» του Λέννον. ΛΟΣ ΑΝΤΖΕΛΕΣ, 12.— Ματαιούται το «Φεστιβάλ Ειρήνης» του Λέννον. ΛΟΣ ΑΝΤΖΕΛΕΣ, 12.— Ματαιούται το «Φεστιβάλ Ειρήνης» του Λέννον. ΛΟΣ ΑΝΤΖΕΛΕΣ, 12.— Ματαιούται το «Φεστιβάλ Ειρήνης» του Λέννον. ΛΟΣ ΑΝΤΖΕΛΕΣ, 12.— Ματαιούται το «Φεστιβάλ Ειρήνης» του Λέννον. ΛΟΣ ΑΝΤΖΕΛΕΣ, 12.— Ματαιούται το «Φεστιβάλ Ειρήνης» του Λέννον. ΛΟΣ ΑΝΤΖΕΛΕΣ, 12.— Ματαιούται το «Φεστιβάλ Ειρήνης» του Λέννον. ΛΟΣ ΑΝΤΖΕΛΕΣ, 12.— Ματαιούται το «Φεστιβάλ Ειρήνης» του Λέννον. ΛΟΣ ΑΝΤΖΕΛΕΣ, 12.— Ματαιούται το «Φεστιβάλ Ειρήνης» του Λέννον. ΛΟΣ ΑΝΤΖΕΛΕΣ, 12.— Ματαιούται το «Φεστιβάλ Ειρήνης» του Λέννον. ΛΟΣ ΑΝΤΖΕΛΕΣ, 12.— Ματαιούται το «Φεστιβάλ Ειρήνης» του Λέννον. ΛΟΣ ΑΝΤΖΕΛΕΣ, 12.— Ματαιούται το «Φεστιβάλ Ειρήνης» του Λέννον. ΛΟΣ ΑΝΤΖΕΛΕΣ, 12.— Ματαιούται το «Φεστιβάλ Ειρήνης» του Λέννον. ΛΟΣ ΑΝΤΖΕΛΕΣ, 12.— Ματαιούται το «Φεστιβάλ Ειρήνης» του Λέννον. ΛΟΣ ΑΝΤΖΕΛΕΣ, 12.— Ματαιούται το «Φεστιβάλ Ειρήνης» του Λέννον. ΛΟΣ ΑΝΤΖΕΛΕΣ, 12.— Ματαιούται το «Φεστιβάλ Ειρήνης» του Λέννον. ΛΟΣ ΑΝΤΖΕΛΕΣ, 12.— Ματαιούται το «Φεστιβάλ Ειρήνης» του Λέννον. ΛΟΣ ΑΝΤΖΕΛΕΣ, 12.— Ματαιούται το «Φεστιβάλ Ειρήνης» του Λέννον. ΛΟΣ ΑΝΤΖΕΛΕΣ, 12.— Ματαιούται το «Φεστιβάλ Ειρήνης» του Λέννον. ΛΟΣ ΑΝΤΖΕΛΕΣ, 12.— Ματαιούται το «Φεστιβάλ Ειρήνης» του Λέννον. ΛΟΣ ΑΝΤΖΕΛΕΣ, 12.— Ματαιούται το «Φεστιβάλ Ειρήνης» του Λέννον. ΛΟΣ ΑΝΤΖΕΛΕΣ, 12.— Ματαιούται το «Φεστιβάλ Ειρήνης» του Λέννον. ΛΟΣ ΑΝΤΖΕΛΕΣ, 12.— Ματαιούται το «Φεστιβάλ Ειρήνης» του Λέννον. ΛΟΣ ΑΝΤΖΕΛΕΣ, 12.— Μ	[851, 428, 1123, 650]
article-body: ΑΘΗΝΑΙ, 12.— Ο Μίκης Θεοδωράκης εκλήθη να διδάξη σύνθεσιν μουσικής εις πανεπιστήμιον της Αμερικής κατά την προσεχή ακαδημαϊκήν περίοδον. ΑΘΗΝΑΙ, 12.— Ο Μίκης Θεοδωράκης εκλήθη να διδάξη σύνθεσιν μουσικής εις πανεπιστήμιον της Αμερικής κατά την προσεχή ακαδημαϊκήν περίοδον. ΑΘΗΝΑΙ, 12.— Ο Μίκης Θεοδωράκης εκλήθη να διδάξη σύνθεσιν μουσικής εις πανεπιστήμιον της Αμερικής κατά την προσεχή ακαδημαϊκήν περίοδον. ΑΘΗΝΑΙ, 12.— Ο Μίκης Θεοδωράκης εκλήθη να διδάξη σύνθεσιν μουσικής εις πανεπιστήμιον της Αμερικής κατά την προσεχή ακαδημαϊκήν περίοδον. ΑΘΗΝΑΙ, 12.— Ο Μίκης Θεοδωράκης εκλήθη να διδάξη σύνθεσιν μουσικής εις πανεπιστήμιον της Αμερικής κατά την προσεχή ακαδημαϊκήν περίοδον. ΑΘΗΝΑΙ, 12.— Ο Μίκης Θεοδωράκης εκλήθη να διδάξη σύνθεσιν μουσικής εις πανεπιστήμιον της Αμερικής κατά την προσεχή ακαδημαϊκήν περίοδον. ΑΘΗΝΑΙ, 12.— Ο Μίκης Θεοδωράκης εκλήθη να διδάξη σύνθεσιν μουσικής εις πανεπιστήμιον της Αμερικής κατά την προσεχή ακαδημαϊκήν περίοδον. ΑΘΗΝΑΙ, 12.— Ο Μίκης Θεοδωράκης εκλήθη να διδάξη σύνθεσιν μουσικής εις πανεπιστήμιον της Αμερικής κατά την προσεχή ακαδημαϊκήν περίοδον. ΑΘΗΝΑΙ, 12.— Ο Μίκης Θεοδωράκης εκλήθη να διδάξη σύνθεσιν μουσικής εις πανεπιστήμιον της Αμερικής κατά την προσεχή ακαδημαϊκήν περίοδον. ΑΘΗΝΑΙ, 12.— Ο Μίκης Θεοδωράκης εκλήθη να διδάξη σύνθεσιν μουσικής εις πανεπιστήμιον της Αμερικής κατά την προσεχή ακαδημαϊκήν περίοδον. ΑΘΗΝΑΙ, 12.— Ο Μίκης Θεοδωράκης εκλήθη να διδάξη σύνθεσιν μουσικής εις πανεπιστήμιον της Αμερικής κατά την π	[280, 35, 410, 365]
article-body: ΘΕΣΣΑΛΟΝΙΚΗ, 12.— Θα γίνουν και εφέτος μαθήματα δι' Αμερικανούς σπουδαστάς. ΘΕΣΣΑΛΟΝΙΚΗ, 12.— Θα γίνουν και εφέτος μαθήματα δι' Αμερικανούς σπουδαστάς. ΘΕΣΣΑΛΟΝΙΚΗ, 12.— Θα γίνουν και εφέτος μαθήματα δι' Αμερικανούς σπουδαστάς. ΘΕΣΣΑΛΟΝΙΚΗ, 12.— Θα γίνουν και εφέτος μαθήματα δι' Αμερικανούς σπουδαστάς. ΘΕΣΣΑΛΟΝΙΚΗ, 12.— Θα γίνουν και εφέτος μαθήματα δι' Αμερικανούς σπουδαστάς. ΘΕΣΣΑΛΟΝΙΚΗ, 12.— Θα γίνουν και εφέτος μαθήματα δι' Αμερικανούς σπουδαστάς. ΘΕΣΣΑΛΟΝΙΚΗ, 12.— Θα γίνουν και εφέτος μαθήματα δι' Αμερικανούς σπουδαστάς. ΘΕΣΣΑΛΟΝΙΚΗ, 12.— Θα γίνουν και εφέτος μαθήματα δι' Αμερικανούς σπουδαστάς. ΘΕΣΣΑΛΟΝΙΚΗ, 12.— Θα γίνουν και εφέτος μαθήματα δι' Αμερικανούς σπουδαστάς. ΘΕΣΣΑΛΟΝΙΚΗ, 12.— Θα γίνουν και εφέτος μαθήματα δι' Αμερικανούς σπουδαστάς. ΘΕΣΣΑΛΟΝΙΚΗ, 12.— Θα γίνουν και εφέτος μαθήματα δι' Αμερικανούς σπουδαστάς. ΘΕΣΣΑΛΟΝΙΚΗ, 12.— Θα γίνουν και εφέτος μαθήματα δι' Αμερικανούς σπουδαστάς. ΘΕΣΣΑΛΟΝΙΚΗ, 12.— Θα γίνουν και εφέτος μαθήματα δι' Αμερικανούς σπουδαστάς. ΘΕΣΣΑΛΟΝΙΚΗ, 12.— Θα γίνουν και εφέτος μαθήματα δι' Αμερικανούς σπουδαστάς. ΘΕΣΣΑΛΟΝΙΚΗ, 12.— Θα γίνουν και εφέτος μαθήματα δι' Αμερικανούς σπουδαστάς. ΘΕΣΣΑΛΟΝΙΚΗ, 12.— Θα γίνουν και εφέτος μαθήματα δι' Αμερικανούς σπουδαστάς. ΘΕΣΣΑΛΟΝΙΚΗ, 12.— Θα γίνουν και εφέτος μαθήματα δι' Αμερικανούς σπουδαστάς. ΘΕΣΣΑΛΟΝΙΚΗ, 12.— Θα γίνουν και εφέτος μαθήματα δι' Αμερικανούς σπουδαστάς. ΘΕΣΣΑΛΟΝΙΚΗ, 12.— Θα γίνουν και εφέτος μαθήματα δι' Αμερικανούς σπουδαστάς. ΘΕΣΣΑΛΟΝΙΚΗ, 12.— Θα γίνουν και εφέτος μαθήματα δι' Αμερικανούς σπουδαστάς. ΘΕΣΣΑΛΟΝΙΚΗ, 12.— Θα γίνουν και εφέτος μαθήματα δι' Αμερικανούς σπουδαστάς. ΘΕΣΣΑΛΟΝΙΚΗ, 12.— Θα γίνουν και εφέτος μαθήματα δι' Αμερικανούς σπουδαστάς. ΘΕΣΣΑΛΟΝΙΚΗ, 12.— Θα γίνουν και εφέτος μαθήματα δι' Αμερικανούς σπουδαστάς. ΘΕΣΣΑΛΟΝΙΚΗ, 12.— Θα γίνουν και εφέτος μαθήματα δι' Αμερικανούς σπουδαστάς. ΘΕΣΣΑΛΟΝΙΚΗ, 12.— Θα γίνουν και εφέτος μαθήματα δι' Αμερικανούς σπουδαστάς. ΘΕΣΣΑΛΟΝΙΚΗ, 12.— Θα γίνουν και εφέτος μαθήματα δι' Αμερικανούς σπουδαστάς. ΘΕΣΣΑΛΟΝΙΚΗ, 12.— Θα γίνουν και εφέτος μαθήματα δι' Αμερικανούς σπουδαστάς. ΘΕΣΣΑΛΟΝΙΚΗ, 12.— Θα γίνουν και εφέτος μαθήματα δι' Αμερικανούς σπουδαστάς. ΘΕΣΣΑΛΟΝΙΚΗ, 12.— Θα γίνουν και εφέτος μαθήματα δι' Αμερικανούς σπουδαστάς. ΘΕΣΣΑΛΟΝΙΚΗ, 12.— Θα γίνουν και εφέτος μαθήματα δι' Αμερικανούς σπουδαστάς. ΘΕΣΣΑΛΟΝΙΚΗ, 12.— Θα γίνουν και εφέτος μαθήματα δι' Αμερικανούς σπουδαστάς. ΘΕΣΣΑΛΟΝΙΚΗ, 12.— Θα γίνουν και εφέτος μαθήματα δι' Αμερικανούς σπουδαστάς. ΘΕΣΣΑΛΟΝΙΚΗ, 12.— Θα γίνουν και εφέτος μαθήματα δι' Αμερικανούς σπουδαστάς. ΘΕΣΣΑΛΟΝΙΚΗ, 12.— Θα γίνουν και εφέτος μαθήματα δι' Αμερικανούς σπουδαστάς. ΘΕΣΣΑΛΟΝΙΚΗ, 12.— Θα γίν	[421, 1792, 692, 2061]
headline: ΑΙΤΗΣΕΙΣ ΑΝΑΣΤΟΛΗΣ ΔΙΑ ΤΟΝ ΦΟΡΟΝ ΤΗΣ ΙΔΙΟΚΤΗΤΡΙΑΣ ΕΝΣΥΣΚΕΥΑΣΙΑΣ	[703, 6, 840, 32]
headline: Ο ΠΤΕΡΑΡΧΟΣ ΧΟΛΖΑΠΑ ΕΠΕΣΚΕΦΘΗ ΤΟΝ ΠΡΩΘΥΠΟΥΡΓΟΝ ΚΑΙ ΤΗΝ ΗΓΕΣΙΑΝ ΤΩΝ ΕΛΛΗΝΙΚΩΝ ΕΝΟΠΛΩΝ ΔΥΝΑΜΕΩΝ	[851, 659, 1123, 690]
headline: ΕΛΕΥΘΕΡΑ ΔΙΑΚΙΝΗΣΙΣ ΧΟΡΟΔΡΑΚΙΩΝ ΔΙΑ ΑΘΗΝΑΙΟΥΣ	[703, 197, 840, 214]
article-body: ΑΘΗΝΑΙ, 12.— Εξελέγη το νέον συμβούλιον. ΑΘΗΝΑΙ, 12.— Εξελέγη το νέον συμβούλιον. ΑΘΗΝΑΙ, 12.— Εξελέγη το νέον συμβούλιον. ΑΘΗΝΑΙ, 12.— Εξελέγη το νέον συμβούλιον. ΑΘΗΝΑΙ, 12.— Εξελέγη το νέον συμβούλιον. ΑΘΗΝΑΙ, 12.— Εξελέγη το νέον συμβούλιον. ΑΘΗΝΑΙ, 12.— Εξελέγη το νέον συμβούλιον. ΑΘΗΝΑΙ, 12.— Εξελέγη το νέον συμβούλιον. ΑΘΗΝΑΙ, 12.— Εξελέγη το νέον συμβούλιον. ΑΘΗΝΑΙ, 12.— Εξελέγη το νέον συμβούλιον. ΑΘΗΝΑΙ, 12.— Εξελέγη το νέον συμβούλιον. ΑΘΗΝΑΙ, 12.— Εξελέγη το νέον συμβούλιον. ΑΘΗΝΑΙ, 12.— Εξελέγη το νέον συμβούλιον. ΑΘΗΝΑΙ, 12.— Εξελέγη το νέον συμβούλιον. ΑΘΗΝΑΙ, 12.— Εξελέγη το νέον συμβούλιον. ΑΘΗΝΑΙ, 12.— Εξελέγη το	[703, 2170, 840, 2293]
market-row: Βαμβάκι ..................... 14,20	[5, 1827, 269, 1835]
article-body: ΛΟΣ ΑΝΤΖΕΛΕΣ, 12.— Εγέννησεν αγοράκι η Λύντα Κασάμπιαν. ΛΟΣ ΑΝΤΖΕΛΕΣ, 12.— Εγέννησεν αγοράκι η Λύντα Κασάμπιαν. ΛΟΣ ΑΝΤΖΕΛΕΣ, 12.— Εγέννησεν αγοράκι η Λύντα Κασάμπιαν. ΛΟΣ ΑΝΤΖΕΛΕΣ, 12.— Εγέννησεν αγοράκι η Λύντα Κασάμπιαν. ΛΟΣ ΑΝΤΖΕΛΕΣ, 12.— Εγέννησεν αγοράκι η Λύντα Κασάμπιαν. ΛΟΣ ΑΝΤΖΕΛΕΣ, 12.— Εγέννησεν αγοράκι η Λύντα Κασάμπιαν. ΛΟΣ ΑΝΤΖΕΛΕΣ, 12.— Εγέννησεν αγοράκι η Λύντα Κασάμπιαν. ΛΟΣ ΑΝΤΖΕΛΕΣ, 12.— Εγέννησεν αγοράκι η Λύντα Κασάμπιαν. ΛΟΣ ΑΝΤΖΕΛΕΣ, 12.— Εγέννησεν αγοράκι η Λύντα Κασάμπιαν. ΛΟΣ ΑΝΤΖΕΛΕΣ, 12.— Εγέννησεν αγοράκι η Λύντα Κασάμπιαν. ΛΟΣ ΑΝΤΖΕΛΕΣ, 12.— Εγέννησεν αγοράκι η Λύντα Κασάμπιαν. ΛΟΣ ΑΝΤΖΕΛΕΣ, 12.— Εγέννησεν αγοράκι η Λύντα Κασάμπιαν. ΛΟΣ ΑΝΤΖΕΛΕΣ, 12.— Εγέννησεν αγοράκι η Λύντα Κασάμπιαν. ΛΟΣ ΑΝΤΖΕΛΕΣ, 12.— Εγέννησεν αγοράκι η Λύντα Κασάμπιαν. ΛΟΣ ΑΝΤΖΕΛΕΣ, 12.— Εγέννησεν αγοράκι η Λύντα Κασάμπιαν. ΛΟΣ ΑΝΤΖΕΛΕΣ, 12.— Εγέννησεν αγοράκι η Λύντα Κασάμπιαν. ΛΟΣ ΑΝΤΖΕΛΕΣ, 12.— Εγέννησεν αγοράκι η Λύντα Κασάμπιαν. ΛΟΣ ΑΝΤΖΕΛΕΣ, 12.— Εγέννησεν αγοράκι η Λύντα Κασάμπιαν. ΛΟΣ ΑΝΤΖΕΛΕΣ, 12.— Εγέννησεν αγοράκι η Λύντα Κασάμπιαν. ΛΟΣ ΑΝΤΖΕΛΕΣ, 12.— Εγέννησεν αγοράκι η Λύντα Κασάμπιαν. ΛΟΣ ΑΝΤΖΕΛΕΣ, 12.— Εγέννησεν αγοράκι η Λύντα Κασάμπιαν. ΛΟΣ ΑΝΤΖΕΛΕΣ, 12.— Εγέννησεν αγοράκι η Λύντα Κασάμπιαν. ΛΟΣ ΑΝΤΖΕΛΕΣ, 12.— Εγέννησεν αγοράκι η Λύντα Κασάμπιαν. ΛΟΣ ΑΝΤΖΕΛΕΣ, 12.— Εγέννησεν αγοράκι η Λύντα Κασάμπιαν. ΛΟΣ ΑΝΤΖΕΛΕΣ, 12.— Εγέννησεν αγοράκι η Λύντα Κασάμπιαν. ΛΟΣ ΑΝΤΖΕΛΕΣ, 12.— Εγέννησεν αγοράκι η Λύντα Κασάμπιαν. ΛΟΣ ΑΝΤΖΕΛΕΣ, 12.— Εγέννησεν αγοράκι η Λύντα Κασάμπιαν. ΛΟΣ ΑΝΤΖΕΛΕΣ, 12.— Εγέννησεν αγοράκι η Λύντα Κασάμπιαν. ΛΟΣ ΑΝΤΖΕΛΕΣ, 12.— Εγέννησεν αγοράκι η Λύντα Κασάμπιαν. ΛΟΣ ΑΝΤΖΕΛΕΣ, 12.— Εγέννησεν αγοράκι η Λύντα Κασάμπιαν. ΛΟΣ ΑΝΤΖΕΛΕΣ, 12.— Εγέννησεν αγοράκι η Λύντα Κασάμπιαν. ΛΟΣ ΑΝΤΖΕΛΕΣ, 12.— Εγέννησεν αγοράκι η Λύντα Κασάμπιαν. ΛΟΣ ΑΝΤΖΕΛΕΣ, 12.— Εγέννησεν αγοράκι η Λύντα Κασάμπιαν. ΛΟΣ ΑΝΤΖΕΛΕΣ, 12.— Εγέννησεν αγοράκι η Λύντα Κασάμπιαν. ΛΟΣ ΑΝΤΖΕΛΕΣ, 12.— Εγέννησεν αγοράκι η Λύντα Κασάμπιαν. ΛΟΣ ΑΝΤΖΕΛΕΣ, 12.— Εγέννησεν αγοράκι η Λύντα Κασάμπιαν. ΛΟΣ ΑΝΤΖΕΛΕΣ, 12.— Εγέννησεν αγοράκι η Λύντα Κασάμπιαν. ΛΟΣ ΑΝΤΖΕΛΕΣ, 12.— Εγέννησεν αγοράκι η Λύντα Κασάμπιαν. ΛΟΣ ΑΝΤΖΕΛΕΣ, 12.— Εγέννησεν αγοράκι η Λύντα Κασάμπιαν. ΛΟΣ ΑΝΤΖΕΛΕΣ, 12.— Εγέννησεν αγοράκι η Λύντα Κασάμπιαν. ΛΟΣ ΑΝΤΖΕΛΕΣ, 12.— Εγέννησεν αγοράκι η Λύντα Κασάμπιαν. ΛΟΣ ΑΝΤΖΕΛΕΣ, 12.— Εγέννησεν αγοράκι η Λύντα Κασάμπιαν. ΛΟΣ ΑΝΤΖΕΛΕΣ, 12.— Εγέννησεν αγοράκι η Λύντα Κασάμπιαν. ΛΟΣ ΑΝΤΖΕΛΕΣ, 12.— Εγέννησεν αγοράκι η Λύντα Κασάμπιαν. ΛΟΣ ΑΝΤΖΕΛΕΣ, 12.— Εγέννησεν αγοράκι η Λύντα Κασάμπιαν. ΛΟΣ ΑΝΤΖΕΛΕΣ, 12.— Εγέννησεν αγοράκι η Λύντα Κασάμπιαν. ΛΟΣ ΑΝΤΖΕΛΕΣ, 12.— Εγέννησεν αγοράκι η Λύντα Κασάμπιαν. ΛΟΣ ΑΝΤΖΕΛΕΣ, 12.— Εγέννησεν αγοράκι η Λύντα Κασάμπιαν. ΛΟΣ ΑΝΤΖΕΛΕΣ, 12.— Εγέννησεν αγοράκι η Λύντα Κασάμπιαν. ΛΟΣ ΑΝΤΖΕΛΕΣ, 12.— Εγέννησεν αγοράκι η Λύντα Κασάμπιαν. ΛΟΣ ΑΝΤΖΕΛΕΣ, 12.— Εγέννησεν αγοράκι η Λύντα Κασάμπιαν. ΛΟΣ ΑΝΤΖΕΛΕΣ, 12.— Εγέννησεν αγοράκι η Λύντα Κασάμπιαν. ΛΟΣ ΑΝΤΖΕΛΕΣ, 12.— Εγέννησεν αγοράκι η Λύντα Κασάμπιαν. ΛΟΣ ΑΝΤΖΕΛΕΣ, 12.— Εγέννησεν αγοράκι η Λύντα Κασάμπιαν. ΛΟΣ ΑΝΤΖΕΛΕΣ, 12.— Εγέννησεν αγοράκι η Λύντα Κασάμπιαν. ΛΟΣ ΑΝΤΖΕΛΕΣ, 12.— Εγέννησεν αγοράκι η Λύντα Κασάμπιαν. ΛΟΣ ΑΝΤΖΕΛΕΣ, 12.— Εγέννησεν αγοράκι η Λύντα Κασάμπιαν. ΛΟΣ ΑΝΤΖΕΛΕΣ, 12.— Εγέννησεν αγοράκι η Λύντα Κασάμπιαν. ΛΟΣ ΑΝΤΖΕΛΕΣ, 12.— Εγέννησεν αγοράκι η Λύντα Κασάμπιαν. ΛΟΣ ΑΝΤΖΕΛΕΣ, 12.— Εγέννησεν αγοράκι η Λύντα Κασάμπιαν. ΛΟΣ ΑΝΤΖΕΛΕΣ, 12.— Εγέννησεν αγοράκι η Λύντα Κασάμπιαν. ΛΟΣ ΑΝΤΖΕΛΕΣ, 12.— Εγέννησεν αγοράκι η Λύντα Κασάμπιαν. ΛΟΣ ΑΝ	[851, 1693, 1123, 2031]
article-body: ΑΘΗΝΑΙ, 12.— Ο Μητροπολίτης ενημέρωσε την Σύνοδον επί του ταξιδίου του εις την Ανατολικήν Ευρώπην. ΑΘΗΝΑΙ, 12.— Ο Μητροπολίτης ενημέρωσε την Σύνοδον επί του ταξιδίου του εις την Ανατολικήν Ευρώπην. ΑΘΗΝΑΙ, 12.— Ο Μητροπολίτης ενημέρωσε την Σύνοδον επί του ταξιδίου του εις την Ανατολικήν Ευρώπην. ΑΘΗΝΑΙ, 12.— Ο Μητροπολίτης ενημέρωσε την Σύνοδον επί του ταξιδίου του εις την Ανατολικήν Ευρώπην. ΑΘΗΝΑΙ, 12.— Ο Μητροπολίτης ενημέρωσε την Σύνοδον επί του ταξιδίου του εις την Ανατολικήν Ευρώπην. ΑΘΗΝΑΙ, 12.— Ο Μητροπολίτης ενημέρωσε την Σύνοδον επί του ταξιδίου του εις την Ανατολικήν Ευρώπην. ΑΘΗΝΑΙ, 12.— Ο Μητροπολίτης ενημέρωσε την Σύνοδον επί του ταξιδίου του εις την Ανατολικήν Ευρώπην. ΑΘΗΝΑΙ, 12.— Ο Μητροπολίτης ενημέρωσε την Σύνοδον επί του ταξιδίου του εις την Ανατολικήν Ευρώπην. ΑΘΗΝΑΙ, 12.— Ο Μητροπολίτης ενημέρωσε την Σύνοδον επί του ταξιδίου του εις την Ανατολικήν Ευρώπην. ΑΘΗΝΑΙ, 12.— Ο Μητροπολίτης ενημέρωσε την Σύνοδον επί του ταξιδίου του εις την Ανατολικήν Ευρώπην. ΑΘΗΝΑΙ, 12.— Ο Μητροπολίτης ενημέρωσε την Σύνοδον επί του ταξιδίου του εις την Ανατολικήν Ευρώπην. ΑΘΗΝΑΙ, 12.— Ο Μητροπολίτης ενημέρωσε την Σύνοδον επί του ταξιδίου του εις την Ανατολικήν Ευρώπην. ΑΘΗΝΑΙ, 12.— Ο Μητροπολίτης ενημέρωσε την Σύνοδον επί του ταξιδίου του εις την Ανατολικήν Ευρώπην. ΑΘΗΝΑΙ, 12.— Ο Μητροπολίτης ενημέρωσε την Σύνοδον επί του ταξιδίου του εις την Ανατολικήν Ευρώπην. ΑΘΗΝΑΙ, 12.— Ο Μητροπολίτης ενημέρωσε την Σύνοδον επί του ταξιδίου του εις την Ανατολικήν Ευρώπην. ΑΘΗΝΑΙ, 12.— Ο Μητροπολίτης ενημέρωσε την Σύνοδον επί του ταξιδίου του εις την Ανατολικήν Ευρώπην. ΑΘΗΝΑΙ, 12.— Ο Μητροπολίτης ενημέρωσε την Σύνοδον επί του ταξιδίου του εις την Ανατολικήν Ευρώπην. ΑΘΗΝΑΙ, 12.— Ο Μητροπολίτης ενημέρωσε την Σύνοδον επί του ταξιδίου του εις την Ανατολικήν Ευρώπην. ΑΘΗΝΑΙ, 12.— Ο Μητροπολίτης ενημέρωσε την Σύνοδον επί του ταξιδίου του εις την Ανατολικήν Ευρώπην. ΑΘΗΝΑΙ, 12.— Ο Μητροπολίτης ενημέρωσε την Σύνοδον επί του ταξιδίου του εις την Ανατολικήν Ευρώπην. ΑΘΗΝΑΙ, 12.— Ο Μητροπολίτης ενημέρωσε την Σύνοδον επί του ταξιδίου του εις την Ανατολικήν Ευρώπην. ΑΘΗΝΑΙ,	[421, 1561, 692, 1760]
article-divider	[421, 745, 692, 747]
headline: ΚΑΙ ΟΙ ΕΒΡΑΙΟΙ ΤΗΣ ΛΕΤΤΟΝΙΑΣ ΖΗΤΟΥΝ ΝΑ ΜΕΤΑΝΑΣΤΕΥΣΟΥΝ ΕΙΣ ΤΗΝ ΠΑΛΑΙΣΤΙΝΗΝ	[851, 939, 1123, 959]
market-row: Οίνος ....................... 6,40	[5, 1842, 269, 1850]
article-divider	[5, 47, 269, 48]
headline: ΜΑΤΑΙΟΥΤΑΙ ΤΟ «ΦΕΣΤΙΒΑΛ ΕΙΡΗΝΗΣ» ΤΟΥ ΛΕΝΝΟΝ ΔΙΟΤΙ ΑΙ ΑΡΧΑΙ ΘΕΛΟΥΝ ΝΑ ΒΑΛΟΥΝ ΚΑΙ ΕΙΣΙΤΗΡΙΟΝ	[851, 404, 1123, 425]
article-body: ΑΘΗΝΑΙ, 12.— Απερρίφθη η προσφυγή. ΑΘΗΝΑΙ, 12.— Απερρίφθη η προσφυγή. ΑΘΗΝΑΙ, 12.— Απερρίφθη η προσφυγή. ΑΘΗΝΑΙ, 12.— Απερρίφθη η προσφυγή. ΑΘΗΝΑΙ, 12.— Απερρίφθη η προσφυγή. ΑΘΗΝΑΙ, 12.— Απερρίφθη η προσφυγή. ΑΘΗΝΑΙ, 12.— Απερρίφθη η προσφυγή. ΑΘΗΝΑΙ, 12.— Απερρίφθη η προσφυγή. ΑΘΗΝΑΙ, 12.— Απερρίφθη η προσφυγή. ΑΘΗΝΑΙ, 12.— Απερρίφθη η προσφυγή. ΑΘΗΝΑΙ, 12.— Απερρίφθη η προσφυγή. ΑΘΗΝΑΙ, 12.— Απερρίφθη η προσφυγή. ΑΘΗΝΑΙ, 12.— Απερρίφθη η προσφυγή. ΑΘΗΝΑΙ, 12.— Απερρίφθη η προσφυγή. ΑΘΗΝΑΙ, 12.— Απερρίφθη η προσφυγή. ΑΘΗΝΑΙ, 12.— Απερρίφθη η προσφυγή. ΑΘΗΝΑΙ, 12.— Απερρίφθη η προσφυγή. ΑΘΗΝΑΙ, 12.— Απερρίφθη η προσφυγή. ΑΘΗΝΑΙ, 12.— Απερρίφθη η προσφυγή. ΑΘΗΝΑΙ, 12.— Απερρίφθη η προσφυγή. ΑΘΗΝΑΙ, 12.— Απερρίφθη η προσφυγή. ΑΘΗΝΑΙ, 12.— Απερρίφθη η προσφυγή. ΑΘΗΝΑΙ, 12.— Απερρίφθη η προσφυγή. ΑΘΗΝΑΙ, 12.— Απε	[703, 872, 840, 1056]
article-divider	[703, 1059, 840, 1061]
article-divider	[851, 1665, 1123, 1666]
headline: ΖΩΓΡΑΦΟΣ ΑΦΗΚΕ ΠΕΡΙΟΥΣΙΑΝ 1.000.000 ΔΟΛΛΑΡΙΩΝ	[703, 1741, 840, 1759]
article-divider	[703, 1387, 840, 1388]
article-body: ΛΑΡΙΣΑ, 12.— Συνεστήθη νέον συμβούλιον. ΛΑΡΙΣΑ, 12.— Συνεστήθη νέον συμβούλιον. ΛΑΡΙΣΑ, 12.— Συνεστήθη νέον συμβούλιον. ΛΑΡΙΣΑ, 12.— Συνεστήθη νέον συμβούλιον. ΛΑΡΙΣΑ, 12.— Συνεστήθη νέον συμβούλιον. ΛΑΡΙΣΑ, 12.— Συνεστήθη νέον συμβούλιον. ΛΑΡΙΣΑ, 12.— Συνεστήθη νέον συμβούλιον. ΛΑΡΙΣΑ, 12.— Συνεστήθη νέον συμβούλιον. ΛΑΡΙΣΑ, 12.— Συνεστήθη νέον συμβούλιον. ΛΑΡΙΣΑ, 12.— Συνεστήθη νέον συμβούλιον. ΛΑΡΙΣΑ, 12.— Συνεστήθη νέον συμβούλιον. ΛΑΡΙΣΑ, 12.— Συν	[703, 2049, 840, 2141]
article-divider	[280, 1650, 410, 1652]
column-3	[416, 0, 698, 1671]
headline: Η ΝΕΑ ΠΟΛΙΤΙΚΗ ΤΗΣ ΟΥΑΣΙΓΚΤΩΝ ΔΙΑ ΤΗΝ ΑΦΡΙΚΗΝ	[703, 1604, 840, 1622]
headline: ΕΝΑΡΞΙΣ ΣΕΜΙΝΑΡΙΟΥ ΔΙΑ ΣΤΕΛΕΧΗ ΔΗΜΟΣΙΑΣ ΔΙΟΙΚΗΣΕΩΣ	[703, 341, 840, 358]
headline: Η ΣΥΝΕΠΗΣ ΧΡΗΣΙΜΟΠΟΙΗΣΙΣ ΤΟΥ ΔΗΜΟΣΙΟΥ ΧΡΗΜΑΤΟΣ ΕΠΕΤΡΕΨΕ ΤΗΝ ΔΗΜΙΟΥΡΓΙΑΝ ΠΛΕΟΝΑΣΜΑΤΟΣ ΚΑΙ ΤΗΝ ΧΡΗΜΑΤΟΔΟΤΗΣΙΝ ΒΑΣΙΚΩΝ ΠΡΟΓΡΑΜΜΑΤΩΝ	[421, 308, 692, 339]
article-divider	[280, 1254, 410, 1255]
headline: ΤΑ ΠΕΡΙΣΣΟΤΕΡΑ ΚΑΤΕΣΚΕΥΑΣΘΗΣΑΝ ΠΡΟ 10.000 ΕΤΩΝ	[5, 51, 269, 61]
headline: ΕΙΔΙΚΑΙ ΕΚΠΑΙΔΕΥΣΕΙΣ ΣΤΕΛΕΧΩΝ ΥΠΑΙΘΡΟΥ ΔΙΑ ΤΗΝ ΧΑΛΚΙΔΙΚΗΝ	[703, 1063, 840, 1081]
article-divider	[421, 1532, 692, 1534]
article-body: ΑΘΗΝΑΙ, 12.— Εμειώθη ο αριθμός των επιδοτουμένων ανέργων. ΑΘΗΝΑΙ, 12.— Εμειώθη ο αριθμός των επιδοτουμένων ανέργων. ΑΘΗΝΑΙ, 12.— Εμειώθη ο αριθμός των επιδοτουμένων ανέργων. ΑΘΗΝΑΙ, 12.— Εμειώθη ο αριθμός των επιδοτουμένων ανέργων. ΑΘΗΝΑΙ, 12.— Εμειώθη ο αριθμός των επιδοτουμένων ανέργων. ΑΘΗΝΑΙ, 12.— Εμειώθη ο αριθμός των επιδοτουμένων ανέργων. ΑΘΗΝΑΙ, 12.— Εμειώθη ο αριθμός των επιδοτουμένων ανέργων. ΑΘΗΝΑΙ, 12.— Εμειώθη ο αριθμ	[280, 2213, 410, 2305]
article-divider	[421, 1763, 692, 1764]
article-body: ΣΥΝΕΧΕΙΑ ΕΚ ΤΗΣ ΠΡΩΤΗΣ. ΜΠΡΑΖΙΛΙΑ, 12.— Η κυβέρνησις της Βραζιλίας απεδέχθη τελικώς τους όρους των απαγωγέων του Ιάπωνος προξένου και θα απελευθερώση τους κρατουμένους. ΣΥΝΕΧΕΙΑ ΕΚ ΤΗΣ ΠΡΩΤΗΣ. ΜΠΡΑΖΙΛΙΑ, 12.— Η κυβέρνησις της Βραζιλίας απεδέχθη τελικώς τους όρους των απαγωγέων του Ιάπωνος προξένου και θα απελευθερώση τους κρατουμένους. ΣΥΝΕΧΕΙΑ ΕΚ ΤΗΣ ΠΡΩΤΗΣ. ΜΠΡΑΖΙΛΙΑ, 12.— Η κυβέρνησις της Βραζιλίας απεδέχθη τελικώς τους όρους των απαγωγέων του Ιάπωνος προξένου και θα απελευθερώση τους κρατουμένους. ΣΥΝΕΧΕΙΑ ΕΚ ΤΗΣ ΠΡΩΤΗΣ. ΜΠΡΑΖΙΛΙΑ, 12.— Η κυβέρνησις της Βραζιλίας απεδέχθη τελικώς τους όρους των απαγωγέων του Ιάπωνος προξένου και θα απελευθερώση τους κρατουμένους. ΣΥΝΕΧΕΙΑ ΕΚ ΤΗΣ ΠΡΩΤΗΣ. ΜΠΡΑΖΙΛΙΑ, 12.— Η κυβέρνησις της Βραζιλίας απεδέχθη τελικώς τους όρους των απαγωγέων του Ιάπωνος προξένου και θα απελευθερώση τους κρατουμένους. ΣΥΝΕΧΕΙΑ ΕΚ ΤΗΣ ΠΡΩΤΗΣ. ΜΠΡΑΖΙΛΙΑ, 12.— Η κυβέρνησις της Βραζιλίας απεδέχθη τελικώς τους όρους των απαγωγέων του Ιάπωνος προξένου και θα απελευθερώση τους κρατουμένους. ΣΥΝΕΧΕΙΑ ΕΚ ΤΗΣ ΠΡΩΤΗΣ. ΜΠΡΑΖΙΛΙΑ, 12.— Η κυβέρνησις της Βραζιλίας απεδέχθη τελικώς τους όρους των απαγωγέων του Ιάπωνος προξένου και θα απελευθερώση τους κρατουμένους. ΣΥΝΕΧΕΙΑ ΕΚ ΤΗΣ ΠΡΩΤΗΣ. ΜΠΡΑΖΙΛΙΑ, 12.— Η κυβέρνησις της Βραζιλίας απεδέχθη τελικώς τους όρους των απαγωγέων του Ιάπωνος προξένου και θα απελευθερώση τους κρατουμένους. ΣΥΝΕΧΕΙΑ ΕΚ ΤΗΣ ΠΡΩΤΗΣ. ΜΠΡΑΖΙΛΙΑ, 12.— Η κυβέρνησις της Βραζιλίας απεδέχθη τελικώς τους όρους των απαγωγέων του Ιάπωνος προξένου και θα απελευθερώση τους κρατουμένους. ΣΥΝΕΧΕΙΑ ΕΚ ΤΗΣ ΠΡΩΤΗΣ. ΜΠΡΑΖΙΛΙΑ, 12.— Η κυβέρνησις της Βραζιλίας απεδέχθη τελικώς τους όρους των απαγωγέων του Ιάπωνος προξένου και θα απελευθερώση τους κρατουμένους. ΣΥΝΕΧΕΙΑ ΕΚ ΤΗΣ ΠΡΩΤΗΣ. ΜΠΡΑΖΙΛΙΑ, 12.— Η κυβέρνησις της Βραζιλίας απεδέχθη τελικώς τους όρους των απαγωγέων του Ιάπωνος προξένου και θα απελευθερώση τους κρατουμένους. ΣΥΝΕΧΕΙΑ ΕΚ ΤΗΣ ΠΡΩΤΗΣ. ΜΠΡΑΖΙΛΙΑ, 12.— Η κυβέρνησις της Βραζιλίας απεδέχθη τελικώς τους όρους των απαγωγέων του Ιάπωνος προξένου και θα απελευθερώση τους κρατουμένους. ΣΥΝΕΧΕΙΑ ΕΚ ΤΗΣ ΠΡΩΤΗΣ. ΜΠΡΑΖΙΛΙΑ, 12.— Η κυβέρνησις της Βραζιλίας απεδέχθη τελικώς τους όρους των απαγωγέων του Ιάπωνος προξένου και θα απελευθερώση τους κρατουμένους. ΣΥΝΕΧΕΙΑ ΕΚ ΤΗΣ ΠΡΩΤΗΣ. ΜΠΡΑΖΙΛΙΑ, 12.— Η κυβέρνησις της Βραζιλίας απεδέχθη τελικώς τους όρους των απαγωγέων του Ιάπωνος προξένου και θα απελευθερώση τους κρατουμένους. ΣΥΝΕΧΕΙΑ ΕΚ ΤΗΣ ΠΡΩΤΗΣ. ΜΠΡΑΖΙΛΙΑ, 12.— Η κυβέρνησις της Βραζιλίας απεδέχθη τελικώς τους όρους των απαγωγέων του Ιάπωνος προξένου και θα απελευθερώση τους κρατουμένους. ΣΥΝΕΧΕΙΑ ΕΚ ΤΗΣ ΠΡΩΤΗΣ. ΜΠΡΑΖΙΛΙΑ, 12.— Η κυβέρνησις της Βραζιλίας απεδέχθη τελικώς τους όρους των απαγωγέων του Ιάπωνος προξένου και θα απελευθερώση τους κρατουμένους. ΣΥΝΕΧΕΙΑ ΕΚ ΤΗΣ ΠΡΩΤΗΣ. ΜΠΡΑΖΙΛΙΑ, 12.— Η κυβέρνησις της Βραζιλίας απεδέχθη τελικώς τους όρους των απαγωγέων του Ιάπωνος προξένου και θα απελευθερώση τους κρατουμένους. ΣΥΝΕΧΕΙΑ ΕΚ ΤΗΣ ΠΡΩΤΗΣ. ΜΠΡΑΖΙΛΙΑ, 12.— Η κυβέρνησις της Βραζιλίας απεδέχθη τελικώς τους όρους των απαγωγέων του Ιάπωνος προξένου και θα απελευθερώση τους κρατουμένους. ΣΥΝΕΧΕΙΑ Ε	[5, 1359, 269, 1666]
headline: ΕΝΙΣΧΥΣΙΣ ΠΙΣΤΩΣΙΣ ΔΙ' ΑΝΕΓΕΡΣΙΝ ΚΤΙΡΙΟΥ ΤΗΣ ΣΧΟΛΗΣ ΜΑΘΗΤΕΙΑΣ	[280, 731, 410, 757]
article-divider	[703, 2144, 840, 2146]
article-body: ΑΘΗΝΑΙ, 12.— Λαμβάνονται δραστικά μέτρα διά την πρόληψιν των εργατικών ατυχημάτων εις τα εργοτάξια. ΑΘΗΝΑΙ, 12.— Λαμβάνονται δραστικά μέτρα διά την πρόληψιν των εργατικών ατυχημάτων εις τα εργοτάξια. ΑΘΗΝΑΙ, 12.— Λαμβάνονται δραστικά μέτρα διά την πρόληψιν των εργατικών ατυχημάτων εις τα εργοτάξια. ΑΘΗΝΑΙ, 12.— Λαμβάνονται δραστικά μέτρα διά την πρόληψιν των εργατικών ατυχημάτων εις τα εργοτάξια. ΑΘΗΝΑΙ, 12.— Λαμβάνονται δραστικά μέτρα διά την πρόληψιν των εργατικών ατυχημάτων εις τα εργοτάξια. ΑΘΗΝΑΙ, 12.— Λαμβάνονται δραστικά μέτρα διά την πρόληψιν των εργατικών ατυχημάτων εις τα εργοτάξια. ΑΘΗΝΑΙ, 12.— Λαμβάνονται δραστικά μέτρα διά την πρόληψιν των εργατικών ατυχημάτων εις τα εργοτάξια. ΑΘΗΝΑΙ, 12.— Λαμβάνονται δραστικά μέτρα διά την πρόληψιν των εργατικών ατυχημάτων	[280, 1089, 410, 1250]
headline: ΚΑΤΕΔΙΚΑΣΘΗ ΕΙΣ ΑΘΗΝΑΣ ΜΗΧΑΝΙΚΟΣ ΔΙΑ ΤΟΝ ΘΑΝΑΤΟΝ ΜΗΤΡΟΣ ΚΑΙ ΥΙΟΥ ΕΚ ΕΚΡΗΞΕΩΣ ΜΗΧΑΝΗΜΑΤΟΣ ΘΕΡΜΑΝΣΕΩΣ	[5, 413, 269, 444]
article-body: ΑΘΗΝΑΙ, 12.— Η συνεπής χρησιμοποίησις του δημοσίου χρήματος επέτρεψε την δημιουργίαν πλεονάσματος και την χρηματοδότησιν βασικών προγραμμάτων. ΑΘΗΝΑΙ, 12.— Η συνεπής χρησιμοποίησις του δημοσίου χρήματος επέτρεψε την δημιουργίαν πλεονάσματος και την χρηματοδότησιν βασικών προγραμμάτων. ΑΘΗΝΑΙ, 12.— Η συνεπής χρησιμοποίησις του δημοσίου χρήματος επέτρεψε την δημιουργίαν πλεονάσματος και την χρηματοδότησιν βασικών προγραμμάτων. ΑΘΗΝΑΙ, 12.— Η συνεπής χρησιμοποίησις του δημοσίου χρήματος επέτρεψε την δημιουργίαν πλεονάσματος και την χρηματοδότησιν βασικών προγραμμάτων. ΑΘΗΝΑΙ, 12.— Η συνεπής χρησιμοποίησις του δημοσίου χρήματος επέτρεψε την δημιουργίαν πλεονάσματος και την χρηματοδότησιν βασικών προγραμμάτων. ΑΘΗΝΑΙ, 12.— Η συνεπής χρησιμοποίησις του δημοσίου χρήματος επέτρεψε την δημιουργίαν πλεονάσματος και την χρηματοδότησιν βασικών προγραμμάτων. ΑΘΗΝΑΙ, 12.— Η συνεπής χρησιμοποίησις του δημοσίου χρήματος επέτρεψε την δημιουργίαν πλεονάσματος και την χρηματοδότησιν βασικών προγραμμάτων. ΑΘΗΝΑΙ, 12.— Η συνεπής χρησιμοποίησις του δημοσίου χρήματος επέτρεψε την δημιουργίαν πλεονάσματος και την χρηματοδότησιν βασικών προγραμμάτων. ΑΘΗΝΑΙ, 12.— Η συνεπής χρησιμοποίησις του δημοσίου χρήματος επέτρεψε την δημιουργίαν πλεονάσματος και την χρηματοδότησιν βασικών προγραμμάτων. ΑΘΗΝΑΙ, 12.— Η συνεπής χρησιμοποίησις του δημοσίου χρήματος επέτρεψε την δημιουργίαν πλεονάσματος και την χρηματοδότησιν βασικών προγραμμάτων. ΑΘΗΝΑΙ, 12.— Η συνεπής χρησιμοποίησις του δημοσίου χρήματος επέτρεψε την δημιουργίαν πλεονάσματος και την χρηματοδότησιν βασικών προγραμμάτων. ΑΘΗΝΑΙ, 12.— Η συνεπής χρησιμοποίησις του δημοσίου χρήματος επέτρεψε την δημιουργίαν πλεονάσματος και την χρηματοδότησιν βασικών προγραμμάτων. ΑΘΗΝΑΙ, 12.— Η συνεπής χρησιμοποίησις του δημοσίου χρήματος επέτρεψε την δημιουργίαν πλεονάσματος και την χρηματοδότησιν βασικών προγραμμάτων. ΑΘΗΝΑΙ, 12.— Η συνεπής χρησιμοποίησις του δημοσίου χρήματος επέτρεψε την δημιουργίαν πλεονάσματος και την χρηματοδότησιν βασικών προγραμμάτων. ΑΘΗΝΑΙ, 12.— Η συνεπής χρησιμοποίησις του δημοσίου χρήματος επέτρεψε την δημιουργίαν πλεονάσματος και την χρηματοδότησιν βασικών προγραμμάτων. ΑΘΗΝΑΙ, 12.— Η συνεπής χρησιμοποίησις του δημοσίου χρήματος επέτρεψε την δημιουργίαν πλεονάσματος και την χρηματοδότησιν βασικών προγραμμάτων. ΑΘΗΝΑΙ, 12.— Η συνεπής χρησιμοποίησις του δημοσίου χρήματος επέτρεψε την δημιουργίαν πλεονάσματος και την χρηματοδότησιν βασικών προγραμμάτων. ΑΘΗΝΑΙ, 12.— Η συνεπής χρησιμοποίησις του δημοσίου χρήματος επέτρεψε την δημιουργίαν πλεονάσματος και την χρηματοδότησιν βασικών προγραμμάτων. ΑΘΗΝΑΙ, 12.— Η συνεπής χρησιμοποίησις του δημοσίου χρήματος επέτρεψε την δημιουργίαν πλεονάσματος και την χρηματοδότησιν βασικών προγραμμάτων. ΑΘΗΝΑΙ, 12.— Η συνεπής χρησιμοποίησις του δημοσίου χρήματος επέτρεψε την δημιουργίαν πλεονάσματος και την χρηματοδότησιν βασικών προγραμμάτων. ΑΘΗΝΑΙ, 12.— Η συνεπής χρησιμοποίησις του δημοσίου χρήματος επέτρεψε την δημιουργίαν πλεονάσματος και την χρηματοδότησιν βασικών προγραμμάτων. ΑΘΗΝΑΙ, 12.— Η συνεπής χρησιμοποίησις του δημοσίου χρήματος επέτρεψε την δημιουργίαν πλεονάσματος και την χρηματοδότησιν βασικών προγραμμάτων. ΑΘΗΝΑΙ, 12.— Η συνεπής χρησιμοποίησις του δημοσίου χρήματος επέτρεψε την δημιουργίαν πλεονάσματος και την χρηματοδότησιν βασικών προγραμμάτων. ΑΘΗΝΑΙ, 12.— Η συνεπής χρησιμοποίησις του δημοσίου χρήματος επέτρεψε την δημιουργίαν πλεονάσματος και την χρηματοδότησιν βασικών προγραμμάτων. ΑΘΗΝΑΙ, 12.— Η συνεπής χρησιμοποίησις του δημοσίου χρήματος επέτρεψε την δημιουργίαν πλεονάσματος και την χρηματοδότησιν βασικών προγραμμάτων. ΑΘΗΝΑΙ, 12.— Η συνεπής χρησιμοποίησις του δημοσίου χρήματος επέτρεψε την δημιουργίαν πλεονάσματος και την χρηματοδότησιν βασικών προγραμμάτων. ΑΘΗΝΑΙ, 12.— Η συνεπής χρησιμοποίησις του δημοσίου χρήματος επέτρεψε την δημιουργίαν πλεονάσματος και την χρηματοδότησιν βασικών προγραμμάτων. ΑΘΗΝΑΙ, 12.— Η συνεπής χρησιμοποίησις του δημοσίου χρήματος επέτρεψε την δημιουργίαν πλεονάσματος και την χρηματοδότησιν βασικών προγραμμάτων. ΑΘΗΝΑΙ, 12.— Η συνεπής χρησιμοποίησις του δημοσίου χρήματος επέτρεψε την δημιουργίαν πλεονάσματος και την χρηματοδότησιν βασικών προγραμμάτων. ΑΘΗΝΑΙ, 12.— Η συνεπής χρη	[421, 343, 692, 742]
headline: ΤΟΠΟΘΕΤΗΣΕΙΣ ΔΙΠΛΩΜΑΤΙΚΩΝ ΥΠΑΛΛΗΛΩΝ	[703, 584, 840, 602]
subheading: ΕΙΣ ΤΟΝ ΠΕΙΡΑΙΑ	[5, 328, 269, 335]
headline: ΔΡΑΣΤΙΚΑ ΜΕΤΡΑ ΔΙΑ ΤΗΝ ΠΡΟΛΗΨΙΝ ΕΡΓΑΤΙΚΩΝ ΑΤΥΧΗΜΑΤΩΝ	[280, 1059, 410, 1085]
article-divider	[5, 1045, 269, 1046]
market-row: Μέλι ........................ 42,00	[5, 1819, 269, 1827]
article-divider	[851, 2034, 1123, 2035]
article-divider	[5, 1669, 269, 1671]
market-row: Ελαιόλαδον 5 βαθμών ......... 34,50	[5, 1743, 269, 1751]
article-divider	[851, 654, 1123, 656]
article-divider	[421, 2063, 692, 2065]
market-row: Ελαιόλαδον 3 βαθμών ......... 36,00	[5, 1735, 269, 1743]
headline: ΑΝΤΙΠΟΛΙΤΕΥΤΙΚΗ ΟΜΑΣ ΕΙΣ ΤΟ ΚΡΕΜΛΙΝΟΝ ΕΝΑΝΤΙΟΝ ΤΩΝ ΜΠΡΕΖΝΙΕΦ ΚΑΙ ΚΟΣΥΓΚΙΝ	[851, 2038, 1123, 2058]
article-body: ΑΘΗΝΑΙ, 12.— Συνήλθε σήμερον το κυβερνητικόν πολιτικόν συμβούλιον. ΑΘΗΝΑΙ, 12.— Συνήλθε σήμερον το κυβερνητικόν πολιτικόν συμβούλιον. ΑΘΗΝΑΙ, 12.— Συνήλθε σήμερον το κυβερνητικόν πολιτικόν συμβούλιον. ΑΘΗΝΑΙ, 12.— Συνήλθε σήμερον το κυβερνητικόν πολιτικόν συμβούλιον. ΑΘΗΝΑΙ, 12.— Συνήλθε σήμερον το κυβερνητικόν πολιτικόν συμβούλιον. ΑΘΗΝΑΙ, 12.—	[280, 1562, 410, 1647]
article-body: ΠΕΙΡΑΙΕΥΣ, 12.— Κατά τας ανασκαφάς εις την περιοχήν του Πειραιώς ήλθον εις φως αρχαία ευρήματα μεγάλης σημασίας. ΠΕΙΡΑΙΕΥΣ, 12.— Κατά τας ανασκαφάς εις την περιοχήν του Πειραιώς ήλθον εις φως αρχαία ευρήματα μεγάλης σημασίας. ΠΕΙΡΑΙΕΥΣ, 12.— Κατά τας ανασκαφάς εις την περιοχήν του Πειραιώς ήλθον εις φως αρχαία ευρήματα μεγάλης σημασίας. ΠΕΙΡΑΙΕΥΣ, 12.— Κατά τας ανασκαφάς εις την περιοχήν του Πειραιώς ήλθον εις φως αρχαία ευρήματα μεγάλης σημασίας. ΠΕΙΡΑΙΕΥΣ, 12.— Κατά τας ανασκαφάς εις την περιοχήν του Πειραιώς ήλθον εις φως αρχαία ευρήματα μεγάλης σημασίας. ΠΕΙΡΑΙΕΥΣ, 12.— Κατά τας ανασκαφάς εις την περιοχήν του Πειραιώς ήλθον εις φως αρχαία ευρήματα μεγάλης σημασίας.	[5, 336, 269, 405]
article-body: ΑΘΗΝΑΙ, 12.— Χορηγούνται υποτροφίαι εις επιστήμονας διά μετεκπαίδευσιν εις το εξωτερικόν. ΑΘΗΝΑΙ, 12.— Χορηγούνται υποτροφίαι εις επιστήμονας διά μετεκπαίδευσιν εις το εξωτερικόν. ΑΘΗΝΑΙ, 12.— Χορηγούνται υποτροφίαι εις επιστήμονας διά μετεκπαίδευσιν εις το εξωτερικόν. ΑΘΗΝΑΙ, 12.— Χορηγούνται υποτροφίαι εις επιστήμονας διά μετεκπαίδευσιν εις το εξωτερικόν. ΑΘΗΝΑΙ, 12.— Χορηγούνται υποτροφίαι εις επιστήμονας διά μετεκπαίδευσιν εις το εξωτερικόν. ΑΘΗΝΑΙ, 12.— Χορηγούνται υποτροφίαι εις επιστήμονας διά μετεκπαίδευσιν εις το εξωτερικόν. ΑΘΗΝΑΙ, 12.— Χορηγούνται υποτροφίαι εις επιστήμονας διά μετεκπαίδευσιν εις το εξωτερικόν. ΑΘΗΝΑΙ, 12.— Χορηγούνται υποτροφίαι εις επιστήμονας διά μετεκπαίδευσιν εις το εξωτερικόν. ΑΘΗΝΑΙ, 12.— Χορηγούνται υποτροφίαι εις επιστήμονας διά μετεκπαίδευσιν εις το εξωτερικόν. ΑΘΗΝΑΙ, 12.— Χορηγούνται υποτροφίαι εις επιστήμονας διά μετεκπαίδευσιν εις το εξωτερικόν. ΑΘΗΝΑΙ, 12.— Χορηγούνται υποτροφίαι εις επιστήμονας διά μετεκπαίδευσιν εις το εξωτερικόν. ΑΘΗΝΑΙ, 12.— Χορηγούνται υποτροφίαι εις επιστήμονας διά μετεκπαίδευσιν εις το εξωτερικόν. ΑΘΗΝΑΙ, 12.— Χορηγούνται υποτροφίαι εις επιστήμονα	[280, 1288, 410, 1534]
article-divider	[280, 1537, 410, 1539]
headline: ΤΟ ΝΕΟΝ ΣΥΜΒΟΥΛΙΟΝ ΦΟΡΤΟΕΚΦΟΡΤΩΤΩΝ	[703, 2149, 840, 2166]
market-row: Καπνός ...................... 48,50	[5, 1834, 269, 1842]
article-divider	[5, 409, 269, 410]
article-body: ΔΑΜΑΣΚΟΣ, 12.— Πανηγυρικαί εκδηλώσεις εις την Βαγδάτην. ΔΑΜΑΣΚΟΣ, 12.— Πανηγυρικαί εκδηλώσεις εις την Βαγδάτην. ΔΑΜΑΣΚΟΣ, 12.— Πανηγυρικαί εκδηλώσεις εις την Βαγδάτην. ΔΑΜΑΣΚΟΣ, 12.— Πανηγυρικαί εκδηλώσεις εις την Βαγδάτην. ΔΑΜΑΣΚΟΣ, 12.— Πανηγυρικαί εκδηλώσεις εις την Βαγδάτην. ΔΑΜΑΣΚΟΣ, 12.— Πανηγυρικαί εκδηλώσεις εις την Βαγδάτην. ΔΑΜΑΣΚΟΣ, 12.— Πανηγυρικαί εκδηλώσεις εις την Βαγδάτην. ΔΑΜΑΣΚΟΣ, 12.— Πανηγυρικαί εκδηλώσεις εις την Βαγδάτην. ΔΑΜΑΣΚΟΣ, 12.— Πανηγυρικαί εκδηλώσεις εις την Βαγδάτην. ΔΑΜΑΣΚΟΣ, 12.— Πανηγυρικαί εκδηλώσεις εις την Βαγδάτην. ΔΑΜΑΣΚΟΣ, 12.— Πανηγυρικαί εκδηλώσεις εις την Βαγδάτην. ΔΑΜΑΣΚΟΣ, 12.— Πανηγυρικαί εκδηλώσεις εις την Βαγδάτην. ΔΑΜΑΣΚΟΣ, 12.— Πανηγυρικαί εκδηλώσεις εις την Βαγδάτην. ΔΑΜΑΣΚΟΣ, 12.— Πανηγυρικαί εκδηλώσεις εις την Βαγδάτην. ΔΑΜΑΣΚΟΣ, 12.— Πανηγυρικαί εκδηλώσεις εις την Βαγδάτην. ΔΑΜΑΣΚΟΣ, 12.— Πανηγυρικαί εκδηλώσεις εις την Βαγδάτην. ΔΑΜΑΣΚΟΣ, 12.— Πανηγυρικαί εκδηλώσεις εις την Βαγδάτην. ΔΑΜΑΣΚΟΣ, 12.— Πανηγυρικαί εκδηλώσεις εις την Βαγδάτην. ΔΑΜΑΣΚΟΣ, 12.— Πανηγυρικαί εκδηλώσεις εις την Βαγδάτην. ΔΑΜΑΣΚΟΣ, 12.— Πανηγυρικαί εκδηλώσεις εις την Βαγδάτην. ΔΑΜΑΣΚΟΣ, 12.— Πανηγυρικαί εκδηλώσεις εις την Βαγδάτην. ΔΑΜΑΣΚΟΣ, 12.— Πανηγυρικαί εκδηλώσεις εις την Βαγδάτην. ΔΑΜΑΣΚΟΣ, 12.— Πανηγυρικαί εκδηλώσεις εις την Βαγδάτην. ΔΑΜΑΣΚΟΣ, 12.— Πανηγυρικαί εκδηλώσεις εις την Βαγδάτην. ΔΑΜΑΣΚΟΣ, 12.— Πανηγυρικαί εκδηλώσεις εις την Βαγδάτην. ΔΑΜΑΣΚΟΣ, 12.— Πανηγυρικαί εκδηλώσεις εις την Βαγδάτην. ΔΑΜΑΣΚΟΣ, 12.— Πανηγυρικαί εκδηλώσεις εις την Βαγδάτην. ΔΑΜΑΣΚΟΣ, 12.— Πανηγυρικαί εκδηλώσεις εις την Βαγδάτην. ΔΑΜΑΣΚΟΣ, 12.— Πανηγυρικαί εκδηλώσεις εις την Βαγδάτην. ΔΑΜΑΣΚΟΣ, 12.— Πανηγυρικαί εκδηλώσεις εις την Βαγδάτην. ΔΑΜΑΣΚΟΣ, 12.— Πανηγυρικαί εκδηλώσεις εις την Βαγδάτην. ΔΑΜΑΣΚΟΣ, 12.— Πανηγυρικαί εκδηλώσεις εις την Βαγδάτην. ΔΑΜΑΣΚΟΣ, 12.— Πανηγυρικαί εκδηλώσεις εις την Βαγδάτην. ΔΑΜΑΣΚΟΣ, 12.— Πανηγυρικαί εκδηλώσεις εις την Βαγδάτην. ΔΑΜΑΣΚΟΣ, 12.— Πανηγυρικαί εκδηλώσεις εις την Βαγδάτην. ΔΑΜΑΣΚΟΣ, 12.— Πανηγυρικαί εκδηλώσεις εις την Βαγδάτην. ΔΑΜΑΣΚΟΣ, 12.— Πανηγυρικαί εκδηλώσεις εις την Βαγδάτην. ΔΑΜΑΣΚΟΣ, 12.— Πανηγυρικαί εκδηλώσεις εις την Βαγδάτην. ΔΑΜΑΣΚΟΣ, 12.— Πανηγυρικαί εκδηλώσεις εις την Βαγδάτην. ΔΑΜΑΣΚΟΣ, 12.— Πανηγυρικαί εκδηλώσεις εις την Βαγδάτην. ΔΑΜΑΣΚΟΣ, 12.— Πανηγυρικαί εκδηλώσεις εις την Βαγδάτην. ΔΑΜΑΣΚΟΣ, 12.— Πανηγυρικαί εκδηλώσεις εις την Βαγδάτην. ΔΑΜΑΣΚΟΣ, 12.— Πανηγυρικαί εκδηλώσεις εις την Βαγδάτην. ΔΑΜΑΣΚΟΣ, 12.— Πανηγυρικαί εκδηλώσεις εις την Βαγδάτην. ΔΑΜΑΣΚΟΣ, 12.— Πανηγυρικαί εκδηλώσεις εις την Βαγδάτην. ΔΑΜΑΣΚΟΣ, 12.— Πανηγυρικαί εκδηλώσεις εις την Βαγδάτην. ΔΑΜΑΣΚΟΣ, 12.— Πανηγυρικαί εκδηλώσεις εις την Βαγδάτην. ΔΑΜΑΣΚΟΣ, 12.— Πανηγυρικαί εκδηλώσεις εις την Βαγδάτην. ΔΑΜΑΣΚΟΣ, 12.— Πανηγυρικαί εκδηλώσεις εις την Βαγδάτην. ΔΑΜΑΣΚΟΣ, 12.— Πανηγυρικαί εκδηλώσεις εις την Βαγδάτην. ΔΑΜΑΣΚΟΣ, 12.— Πανηγυρικαί εκδηλώσεις εις την Βαγδάτην. ΔΑΜΑΣΚΟΣ, 12.— Πανηγυρικαί εκδηλώσεις εις την Βαγδάτην. ΔΑΜΑΣΚΟΣ, 12.— Πανηγυρικαί εκδηλώσεις εις την Βαγδάτην. ΔΑΜΑΣΚΟΣ, 12.— Πανηγυρικαί εκδηλώσεις εις την Βαγδάτην. ΔΑΜΑΣΚΟΣ, 12.— Πανηγυρικαί εκδηλώσεις εις την Βαγδάτην. ΔΑΜΑΣΚΟΣ, 12.— Πανηγυρικαί εκδηλώσεις εις την Βαγδάτην. ΔΑΜΑΣΚΟΣ, 12.— Πανηγυρικαί εκδηλώσεις εις την Βαγδάτην. ΔΑΜΑΣΚΟΣ, 12.— Πανηγυρικαί εκδηλώσεις εις την Βαγδάτην. ΔΑΜΑΣΚΟΣ, 12.— Πανηγυρικαί εκδηλώσεις εις την Βαγδάτην. ΔΑΜΑΣΚΟΣ, 12.— Πανηγυρικαί εκδηλώσεις εις την Βαγδάτην. ΔΑΜΑΣΚΟΣ, 12.— Πανηγυρικαί εκδηλώσεις εις την Βαγδάτην. ΔΑΜΑΣΚΟΣ, 12.— Πανηγυρικαί εκδηλώσεις εις την Βαγδάτην. ΔΑΜΑΣΚ	[851, 1316, 1123, 1661]
article-body: ΑΘΗΝΑΙ, 12.— Απεφασίσθησαν τοποθετήσεις διπλωματικών υπαλλήλων. ΑΘΗΝΑΙ, 12.— Απεφασίσθησαν τοποθετήσεις διπλωματικών υπαλλήλων. ΑΘΗΝΑΙ, 12.— Απεφασίσθησαν τοποθετήσεις διπλωματικών υπαλλήλων. ΑΘΗΝΑΙ, 12.— Απεφασίσθησαν τοποθετήσεις διπλωματικών υπαλλήλων. ΑΘΗΝΑΙ, 12.— Απεφασίσθησαν τοποθετήσεις διπλωματικών υπαλλήλων. ΑΘΗΝΑΙ, 12.— Απεφασίσθησαν τοποθετήσεις διπλωματικών υπαλλήλων. ΑΘΗΝΑΙ, 12.— Απεφασίσθησαν τοποθετήσεις διπλωματικών υπαλλήλων. ΑΘΗΝΑΙ, 12.— Απεφασίσθησαν τοποθετήσεις διπλωματικών υπαλλήλων. ΑΘΗΝΑΙ, 12.— Απεφασίσθησαν τοποθετήσεις διπλωματικών υπαλλήλων. ΑΘΗΝΑΙ, 12.— Απεφασίσθησαν τοποθετήσεις διπλωματικών υπαλλήλων. ΑΘΗΝΑΙ, 12.— Απεφασίσθησαν τοποθετήσεις διπλωματικών υπαλλήλων. ΑΘΗΝΑΙ, 12.— Απεφασίσθησαν τοποθετήσεις διπλωματικών υπαλλήλων. ΑΘΗΝΑΙ, 12.— Απεφασίσθησαν τοποθετήσεις διπλωματικών υπαλλήλων. ΑΘΗΝΑΙ, 12.— Απεφασίσθησαν τοποθετήσεις διπλωματικών υπαλλήλων. ΑΘΗΝΑΙ, 12.— Απεφασίσθησαν τοποθετήσεις διπλωματικών υπαλλήλων. ΑΘΗΝΑΙ, 12.— Απεφασίσθησαν τοποθετήσεις διπλωματικών υπαλλήλων. ΑΘΗΝΑΙ, 12.— Απεφασίσθησαν τοποθετήσεις διπλωματικών υπαλλήλων. ΑΘΗΝΑΙ, 12.— Απεφασίσθησαν τοποθετήσεις διπλωματικών υπαλλήλων. ΑΘΗΝΑΙ, 12.— Απεφασίσθησαν τοποθετ	[703, 605, 840, 843]
market-row: Καφές ....................... 58,00	[5, 1796, 269, 1804]
article-divider	[851, 400, 1123, 401]
article-body: ΑΘΗΝΑΙ, 12.— Οι αποκατασταθέντες υπάλληλοι. ΑΘΗΝΑΙ, 12.— Οι αποκατασταθέντες υπάλληλοι. ΑΘΗΝΑΙ, 12.— Οι αποκατασταθέντες υπάλληλοι. ΑΘΗΝΑΙ, 12.— Οι αποκατασταθέντες υπάλληλοι. ΑΘΗΝΑΙ, 12.— Οι αποκατασταθέντες υπάλληλοι. ΑΘΗΝΑΙ, 12.— Οι αποκατασταθέντες υπάλληλοι. ΑΘΗΝΑΙ, 12.— Οι αποκατασταθέντες υπάλληλοι. ΑΘΗΝΑΙ, 12.— Οι αποκατασταθέντες υπάλληλοι. ΑΘΗΝΑΙ, 12.— Οι αποκατασταθέντες υπάλληλοι. ΑΘΗΝΑΙ, 12.— Οι αποκατασταθέντες υπάλληλοι. ΑΘΗΝΑΙ, 12.— Οι αποκατασταθέντες υπάλληλοι. ΑΘΗΝΑΙ, 12.— Οι αποκατασταθέντες υπάλληλοι. ΑΘΗΝΑΙ, 12.— Οι απο	[703, 1906, 840, 2029]
article-divider	[421, 1171, 692, 1172]
article-body: ΑΘΗΝΑΙ, 12.— Εις τελετήν ενώπιον του Αρχηγού της Αεροπορίας απενεμήθησαν τα πτυχία εις τους αποφοιτήσαντας ανωτέρους αξιωματικούς. ΑΘΗΝΑΙ, 12.— Εις τελετήν ενώπιον του Αρχηγού της Αεροπορίας απενεμήθησαν τα πτυχία εις τους αποφοιτήσαντας ανωτέρους αξιωματικούς. ΑΘΗΝΑΙ, 12.— Εις τελετήν ενώπιον του Αρχηγού της Αεροπορίας απενεμήθησαν τα πτυχία εις τους αποφοιτήσαντας ανωτέρους αξιωματικούς. ΑΘΗΝΑΙ, 12.— Εις τελετήν ενώπιον του Αρχηγού της Αεροπορίας απενεμήθησαν τα πτυχία εις τους αποφοιτήσαντας ανωτέρους αξιωματικούς. ΑΘΗΝΑΙ, 12.— Εις τελετήν ενώπιον του Αρχηγού της Αεροπορίας απενεμήθησαν τα πτυχία εις τους αποφοιτήσαντας ανωτέρους αξιωματικούς. ΑΘΗΝΑΙ, 12.— Εις τελετήν ενώπιον του Αρχηγού της Αεροπορίας απενεμήθησαν τα πτυχία εις τους αποφοιτήσαντας ανωτέρους αξιωματικούς. ΑΘΗΝΑΙ, 12.— Εις τελετήν ενώπιον του Αρχηγού της Αεροπορίας απενεμήθησαν τα πτυχία εις τους αποφοιτήσαντας ανωτέρους αξιωματικούς. ΑΘΗΝΑΙ, 12.— Εις τελετήν ενώπιον του Αρχηγού της Αεροπορίας απενεμήθησαν τα πτυχία εις τους αποφοιτήσαντας ανωτέρους αξιωματικούς. ΑΘΗΝΑΙ, 12.— Εις τελετήν ενώπιον του Αρχηγού της Αεροπορίας απενεμήθησαν τα πτυχία εις τους αποφοιτήσαντας ανωτέρους αξιωματικούς. ΑΘΗΝΑΙ, 12.— Εις τελετήν ενώπιον του Αρχηγού της Αεροπορίας απενεμήθησαν τα πτυχία εις τους αποφοιτήσαντας ανωτέρους αξιωματικούς. ΑΘΗΝΑΙ, 12.— Εις τελετήν ενώπιον του Αρχηγού της Αεροπορίας απενεμήθησαν τα πτυχία εις τους αποφοιτήσαντας ανωτέρους αξιωματικούς. ΑΘΗΝΑΙ, 12.— Εις τελετήν ενώπιον του Αρχηγού της Αεροπορίας απενεμήθησαν τα πτυχία εις τους αποφοιτήσαντας ανωτέρους αξιωματικούς. ΑΘΗΝΑΙ, 12.— Εις τελετήν ενώπιον του Αρχηγού της Αεροπορίας απενεμήθησαν τα πτυχία εις τους αποφοιτήσαντας ανωτέρους αξιωματικούς. ΑΘΗΝΑΙ, 12.— Εις τελετήν ενώπιον του Αρχηγού της Αεροπορίας απενεμήθησαν τα πτυχία εις τους αποφοιτήσαντας ανωτέρους αξιωματικούς. ΑΘΗΝΑΙ, 12.— Εις τελετήν ενώπιον του Αρχηγού της Αεροπορίας απενεμήθησαν τα πτυχία εις τους αποφοιτήσαντας ανωτέρους αξιωματικούς. ΑΘΗΝΑΙ, 12.— Εις τελετήν ενώπιον του Αρχηγού της Αεροπορίας απενεμήθησαν τα πτυχία εις τους αποφοιτήσαντας ανωτέρους αξιωματικούς. ΑΘΗΝΑΙ, 12.— Εις τελετήν ενώπιον του Αρχηγού της Αεροπορίας απενεμήθησαν τα πτυχία εις τους αποφοιτήσαντας ανωτέρους αξιωματικούς. ΑΘΗΝΑΙ, 12.— Εις τελετήν ενώπιον του Αρχηγού της Αεροπορίας απενεμήθησαν τα πτυχία εις τους αποφοιτήσαντας ανωτέρους αξιωματικούς. ΑΘΗΝΑΙ, 12.— Εις τελετήν ενώπιον του Αρχηγού της Αεροπορίας απενεμήθησαν τα πτυχία εις τους αποφοιτήσαντας ανωτέρους αξιωματικούς. ΑΘΗΝΑΙ, 12.— Εις τελετήν ενώπιον του Αρχηγού της Αεροπ	[5, 1074, 269, 1327]
market-row: Ζάχαρις κρυσταλλική ......... 12,80	[5, 1697, 269, 1705]
article-body: ΑΘΗΝΑΙ, 12.— Η μετεκπαίδευσις του προσωπικού των αγροτικών ιατρείων θα αρχίση εντός του προσεχούς μηνός. ΑΘΗΝΑΙ, 12.— Η μετεκπαίδευσις του προσωπικού των αγροτικών ιατρείων θα αρχίση εντός του προσεχούς μηνός. ΑΘΗΝΑΙ, 12.— Η μετεκπαίδευσις του προσωπικού των αγροτικών ιατρείων θα αρχίση εντός του προσεχούς μηνός. ΑΘΗΝΑΙ, 12.— Η μετεκπαίδευσις του προσωπικού των αγροτικών ιατρείων θα αρχίση εντός του προσεχούς μηνός. ΑΘΗΝΑΙ, 12.— Η μετεκπαίδευσις του προσωπικού των αγροτικών ιατρείων θα αρχίση εντός του προσεχούς μηνός. ΑΘΗΝΑΙ, 12.— Η μετεκπαίδευσις του προσωπικού των αγροτικών ιατρείων θα αρχίση εντός	[280, 403, 410, 541]
headline: ΕΠΕΚΤΑΣΙΣ ΑΣΦΑΛΙΣΕΩΣ ΕΙΣ ΕΡΓΑΖΟΜΕΝΟΥΣ ΤΟΥ ΝΟΜΟΥ ΠΙΕΡΙΑΣ	[280, 891, 410, 917]
article-body: ΑΘΗΝΑΙ, 12.— Εγκρίνεται η κατασκευή νέας προβλήτος εις τον λιμένα Πειραιώς. ΑΘΗΝΑΙ, 12.— Εγκρίνεται η κατασκευή νέας προβλήτος εις τον λιμένα Πειραιώς. ΑΘΗΝΑΙ, 12.— Εγκρίνεται η κατασκευή νέας προβλήτος εις τον λιμένα Πειραιώς. ΑΘΗΝΑΙ, 12.— Εγκρίνεται η κατασκευή νέας προβλήτος εις τον λιμένα Πειραιώς. ΑΘΗΝΑΙ, 12.— Εγκρίνεται η κατασκευή νέας προβλήτος εις τον λιμένα Πειραιώς. ΑΘΗΝΑΙ, 12.— Εγκρίνεται η κατασκευή νέας προβλήτος εις τον λιμένα Πειραιώς. ΑΘΗΝΑΙ, 12.— Εγκρίνεται η κατασκευή νέας προβλήτος εις τον λιμένα	[280, 1979, 410, 2086]
article-divider	[703, 846, 840, 848]
market-row: Σίτος ....................... 4,30	[5, 1720, 269, 1728]
headline: ΑΠΕΤΕΘΡΗΘΗ ΙΣΤΟΡΙΚΟΣ ΝΑΟΣ ΕΙΣ ΓΕΡΜΑΝΙΑΝ	[703, 1391, 840, 1409]
market-row: Κασέρι ...................... 64,00	[5, 1766, 269, 1774]
headline: ΠΡΟΚΑΤΑΡΚΤΙΚΑΙ ΕΠΑΦΑΙ ΜΕΤΑ ΧΩΡΩΝ ΤΗΣ ΑΦΡΙΚΗΣ ΔΙΑ ΤΗΝ ΣΥΝΑΨΙΝ ΚΑΙ ΑΛΛΩΝ ΑΛΙΕΥΤΙΚΩΝ ΣΥΜΦΩΝΙΩΝ	[421, 1175, 692, 1195]
article-body: Κατόπιν αποφάσεως του νομάρχου Χαλκιδικής οργανούνται ειδικά εκπαιδευτικά προγράμματα. Κατόπιν αποφάσεως του νομάρχου Χαλκιδικής οργανούνται ειδικά εκπαιδευτικά προγράμματα. Κατόπιν αποφάσεως του νομάρχου Χαλκιδικής οργανούνται ειδικά εκπαιδευτικά προγράμματα. Κατόπιν αποφάσεως του νομάρχου Χαλκιδικής οργανούνται ειδικά εκπαιδευτικά προγράμματα. Κατόπιν αποφάσεως του νομάρχου Χαλκιδικής οργανούνται ειδικά εκπαιδευτικά προγράμματα. Κατόπιν αποφάσεως του νομάρχου Χαλκιδικής οργανούνται ειδικά εκπαιδευτικά προγράμματα. Κατόπιν αποφάσεως του νομάρχου Χαλκιδικής οργανούνται ειδικά εκπαιδευτικά προγράμματα. Κατόπιν αποφάσεως του νομάρχου Χαλκιδικής οργανούνται ειδικά εκπαιδευτικά προγράμματα. Κατόπιν αποφάσεως του νομάρχου Χαλκιδικής οργανούνται ειδικά εκπαιδευτικά προγράμματα. Κατόπιν αποφάσεως του νομάρχου Χαλκιδικής οργανούνται ειδικά εκπαιδευτικά προγράμματα. Κατόπιν αποφάσεως του νομάρχου Χαλκιδικής οργανούνται ειδικά εκπαιδευτικά προγράμματα. Κατόπιν αποφάσεως του νομάρχου Χαλκιδικής οργανούνται ειδικά εκπαιδευτικά προγράμματα. Κατόπιν αποφάσεως του νομάρχου Χαλκιδικής οργανούνται ειδικά εκπαιδευτικά προγράμματα. Κατόπιν αποφάσεως του νομάρχου Χαλκιδικής οργανούνται ειδικά εκπαιδευτικά προγράμματα. Κατόπιν αποφάσεως του νομάρχου Χαλκιδικής οργανούνται ειδικά εκπαιδευτικά προγράμματα. Κατόπιν αποφάσεως του νομάρχου Χαλκιδικής οργανούνται ειδικά εκπ	[703, 1085, 840, 1384]
article-divider	[703, 193, 840, 194]
market-row: Άλευρα τύπου Β .............. 5,10	[5, 1713, 269, 1721]
article-divider	[703, 580, 840, 581]
headline: ΑΠΕΡΡΙΦΘΗ ΠΡΟΣΦΥΓΗ ΚΑΤΑ ΤΗΣ ΚΑΤΑΒΟΛΗΣ ΑΠΟΖΗΜΙΩΣΕΩΣ	[703, 850, 840, 868]
headline: ΤΟ ΚΥΒΕΡΝΗΤΙΚΟΝ ΠΟΛΙΤΙΚΟΝ ΣΥΜΒΟΥΛΙΟΝ	[280, 1542, 410, 1559]
headline: ΤΟ ΧΡΗΜΑΤΙΣΤΗΡΙΟΝ ΤΩΝ ΕΜΠΟΡΕΥΜΑΤΩΝ	[5, 1673, 269, 1686]
article-divider	[280, 2187, 410, 2189]
market-row: Βούτυρον .................... 72,00	[5, 1751, 269, 1759]
market-row: Ρύζι ........................ 9,20	[5, 1774, 269, 1781]
article-body: ΛΟΝΔΙΝΟΝ, 12.— Και οι Εβραίοι της Λεττονίας ζητούν να μεταναστεύσουν. ΛΟΝΔΙΝΟΝ, 12.— Και οι Εβραίοι της Λεττονίας ζητούν να μεταναστεύσουν. ΛΟΝΔΙΝΟΝ, 12.— Και οι Εβραίοι της Λεττονίας ζητούν να μεταναστεύσουν. ΛΟΝΔΙΝΟΝ, 12.— Και οι Εβραίοι της Λεττονίας ζητούν να μεταναστεύσουν. ΛΟΝΔΙΝΟΝ, 12.— Και οι Εβραίοι της Λεττονίας ζητούν να μεταναστεύσουν. ΛΟΝΔΙΝΟΝ, 12.— Και οι Εβραίοι της Λεττονίας ζητούν να μεταναστεύσουν. ΛΟΝΔΙΝΟΝ, 12.— Και οι Εβραίοι της Λεττονίας ζητούν να μεταναστεύσουν. ΛΟΝΔΙΝΟΝ, 12.— Και οι Εβραίοι της Λεττονίας ζητούν να μεταναστεύσουν. ΛΟΝΔΙΝΟΝ, 12.— Και οι Εβραίοι της Λεττονίας ζητούν να μεταναστεύσουν. ΛΟΝΔΙΝΟΝ, 12.— Και οι Εβραίοι της Λεττονίας ζητούν να μεταναστεύσουν. ΛΟΝΔΙΝΟΝ, 12.— Και οι Εβραίοι της Λεττονίας ζητούν να μεταναστεύσουν. ΛΟΝΔΙΝΟΝ, 12.— Και οι Εβραίοι της Λεττονίας ζητούν να μεταναστεύσουν. ΛΟΝΔΙΝΟΝ, 12.— Και οι Εβραίοι της Λεττονίας ζητούν να μεταναστεύσουν. ΛΟΝΔΙΝΟΝ, 12.— Και οι Εβραίοι της Λεττονίας ζητούν να μεταναστεύσουν. ΛΟΝΔΙΝΟΝ, 12.— Και οι Εβραίοι της Λεττονίας ζητούν να μεταναστεύσουν. ΛΟΝΔΙΝΟΝ, 12.— Και οι Εβραίοι της Λεττονίας ζητούν να μεταναστεύσουν. ΛΟΝΔΙΝΟΝ, 12.— Και οι Εβραίοι της Λεττονίας ζητούν να μεταναστεύσουν. ΛΟΝΔΙΝΟΝ, 12.— Και οι Εβραίοι της Λεττονίας ζητούν να μεταναστεύσουν. ΛΟΝΔΙΝΟΝ, 12.— Και οι Εβραίοι της Λεττονίας ζητούν να μεταναστεύσουν. ΛΟΝΔΙΝΟΝ, 12.— Και οι Εβραίοι της Λεττονίας ζητούν να μεταναστεύσουν. ΛΟΝΔΙΝΟΝ, 12.— Και οι Εβραίοι της Λεττονίας ζητούν να μεταναστεύσουν. ΛΟΝΔΙΝΟΝ, 12.— Και οι Εβραίοι της Λεττονίας ζητούν να μεταναστεύσουν. ΛΟΝΔΙΝΟΝ, 12.— Και οι Εβραίοι της Λεττονίας ζητούν να μεταναστεύσουν. ΛΟΝΔΙΝΟΝ, 12.— Και οι Εβραίοι της Λεττονίας ζητούν να μεταναστεύσουν. ΛΟΝΔΙΝΟΝ, 12.— Και οι Εβραίοι της Λεττονίας ζητούν να μεταναστεύσουν. ΛΟΝΔΙΝΟΝ, 12.— Και οι Εβραίοι της Λεττονίας ζητούν να μεταναστεύσουν. ΛΟΝΔΙΝΟΝ, 12.— Και οι Εβραίοι της Λεττονίας ζητούν να μεταναστεύσουν. ΛΟΝΔΙΝΟΝ, 12.— Και οι Εβραίοι της Λεττονίας ζητούν να μεταναστεύσουν. ΛΟΝΔΙΝΟΝ, 12.— Και οι Εβραίοι της Λεττονίας ζητούν να μεταναστεύσουν. ΛΟΝΔΙΝΟΝ, 12.— Και οι Εβραίοι της Λεττονίας ζητούν να μεταναστεύσουν. ΛΟΝΔΙΝΟΝ, 12.— Και οι Εβραίοι της Λεττονίας ζητούν να μεταναστεύσουν. ΛΟΝΔΙΝΟΝ, 12.— Και οι Εβραίοι της Λεττονίας ζητούν να μεταναστεύσουν. ΛΟΝΔΙΝΟΝ, 12.— Και οι Εβραίοι της Λεττονίας ζητούν να μεταναστεύσουν. ΛΟΝΔΙΝΟΝ, 12.— Και οι Εβραίοι της Λεττονίας ζητούν να μεταναστεύσουν. ΛΟΝΔΙΝΟΝ, 12.— Και οι Εβραίοι της Λεττονίας ζητούν να μεταναστεύσουν. ΛΟΝΔΙΝΟΝ, 12.— Και οι Εβραίοι της Λεττονίας ζητούν να μεταναστεύσουν. ΛΟΝΔΙΝΟΝ, 12.— Και οι Εβραίοι της Λεττονίας ζητούν να μεταναστεύσουν. ΛΟΝΔΙΝΟΝ, 12.— Και οι Εβραίοι της Λεττονίας ζητούν να μεταναστεύσουν. ΛΟΝΔΙΝΟΝ, 12.— Και οι Εβραίοι της Λεττονίας ζητούν να μεταναστεύσουν. ΛΟΝΔΙΝΟΝ, 12.— Και οι Εβραίοι της Λεττονίας ζητούν να μεταναστεύσουν. ΛΟΝΔΙΝΟΝ, 12.— Και οι Εβραίοι της Λεττονίας ζητούν να μεταναστεύσουν. ΛΟΝΔΙΝΟΝ, 12.— Και οι Εβραίοι της Λεττονίας ζητούν να μεταναστεύσουν. ΛΟΝΔΙΝΟΝ, 12.— Κ	[851, 963, 1123, 1285]
headline: ΝΕΟΝ ΣΥΜΒΟΥΛΙΟΝ ΤΩΝ ΛΙΒΑΔΙΩΝ	[703, 2037, 840, 2045]
article-divider	[280, 727, 410, 728]
column-1	[0, 0, 275, 1671]
article-body: ΑΘΗΝΑΙ, 12.— Ο γενικός γραμματεύς του Υπουργείου Δημοσίας Τάξεως επεθεώρησε τας αστυνομικάς υπηρεσίας. ΑΘΗΝΑΙ, 12.— Ο γενικός γραμματεύς του Υπουργείου Δημοσίας Τάξεως επεθεώρησε τας αστυνομικάς υπηρεσίας. ΑΘΗΝΑΙ, 12.— Ο γενικός γραμματεύς του Υπουργείου Δημοσίας Τάξεως επεθεώρησε τας αστυνομικάς υπηρεσίας. ΑΘΗΝΑΙ, 12.— Ο γενικός γραμματεύς του Υπουργείου Δημοσίας Τάξεως επεθεώρησε τας αστυνομικάς υπηρεσίας. ΑΘΗΝΑΙ, 12.— Ο γενικός γραμματεύς του Υπουργείου Δημοσίας Τάξεως επεθεώρησε τας αστυνομικάς υπηρεσίας. ΑΘΗΝΑΙ, 12.— Ο γενικός γραμματεύς του Υπουργείου Δημοσίας Τάξεως επεθεώρησε τας αστυνομικάς υπηρεσίας. ΑΘΗΝΑΙ, 12.— Ο γενικός γραμματεύς του Υπουργείου Δημοσίας Τάξεως επεθεώρησε τ	[280, 570, 410, 724]
article-body: ΣΥΝΕΧΕΙΑ ΕΚ ΤΗΣ ΠΡΩΤΗΣ. Αι φήμαι περί βομβών εις τον υπόγειον σιδηρόδρομον απεδείχθησαν ψευδείς. ΣΥΝΕΧΕΙΑ ΕΚ ΤΗΣ ΠΡΩΤΗΣ. Αι φήμαι περί βομβών εις τον υπόγειον σιδηρόδρομον απεδείχθησαν ψευδείς. ΣΥΝΕΧΕΙΑ ΕΚ ΤΗΣ ΠΡΩΤΗΣ. Αι φήμαι περί βομβών εις τον υπόγειον σιδηρόδρομον απεδείχθησαν ψευδείς. ΣΥΝΕΧΕΙΑ ΕΚ ΤΗΣ ΠΡΩΤΗΣ. Αι φήμαι περί βομβών εις τον υπόγειον σιδηρόδρομον απεδείχθησαν ψευδείς. ΣΥΝΕΧΕΙΑ ΕΚ ΤΗΣ ΠΡΩΤΗΣ. Αι φήμαι περί βομβών εις τον υπόγειον σιδηρόδρομον απεδείχθησαν ψευδείς. ΣΥΝΕΧΕΙΑ ΕΚ ΤΗΣ ΠΡΩΤΗΣ. Αι φήμαι περί βομβών εις τον υπόγειον σιδηρόδρομον απεδείχθησαν ψευδείς. ΣΥΝΕΧΕΙΑ ΕΚ ΤΗΣ ΠΡΩΤΗΣ. Αι φήμαι περί βομβών εις τον υπόγειον σιδηρόδρομον απεδείχθησαν ψευδείς. ΣΥΝΕΧΕΙΑ ΕΚ ΤΗΣ ΠΡΩΤΗΣ. Αι φήμαι περί βομβών εις τον υπόγειον σιδηρόδρομον απεδείχθησαν ψευδείς. ΣΥΝΕΧΕΙΑ ΕΚ ΤΗΣ ΠΡΩΤΗΣ. Αι φήμαι περί βομβών εις τον υπόγειον σιδηρόδρομον απεδείχθησαν ψευδείς. ΣΥΝΕΧΕΙΑ ΕΚ ΤΗΣ ΠΡΩΤΗΣ. Αι φήμαι περί βομβών εις τον υπόγειον σιδηρόδρομον απεδείχθησαν ψευδείς. ΣΥΝΕΧΕΙΑ ΕΚ ΤΗΣ ΠΡΩΤΗΣ. Αι φήμαι περί βομβών εις τον υπόγειον σιδηρόδρομον απεδείχθησαν ψευδείς. ΣΥΝΕΧΕΙΑ ΕΚ ΤΗΣ ΠΡΩΤΗΣ. Αι φήμαι περί βομβών εις τον υπόγειον σιδηρόδρομον απεδείχθησαν ψευδείς. ΣΥΝΕΧΕΙΑ ΕΚ ΤΗΣ ΠΡΩΤΗΣ. Αι φήμαι περί βομβών εις τον υπόγειον σιδηρόδρομον απεδείχθησαν ψευδείς. ΣΥΝΕΧΕΙΑ ΕΚ ΤΗΣ ΠΡΩΤΗΣ. Αι φήμαι περί βομβών εις τον υπόγειον σιδηρόδρομον απεδείχθησαν ψευδείς. ΣΥΝΕΧΕΙΑ ΕΚ ΤΗΣ ΠΡΩΤΗΣ. Αι φήμαι περί βομβών εις τον υπόγειον σιδηρόδρομον απεδείχθησαν ψευδείς. ΣΥΝΕΧΕΙΑ ΕΚ ΤΗΣ ΠΡΩΤΗΣ. Αι φήμαι περί βομβών εις τον υπόγειον σιδηρόδρομον απεδείχθησαν ψευδείς. ΣΥΝΕΧΕΙΑ ΕΚ ΤΗΣ ΠΡΩΤΗΣ. Αι φήμαι περί βομβών εις τον υπόγειον σιδηρόδρομον απεδείχθησαν ψευδείς. ΣΥΝΕΧΕΙΑ ΕΚ ΤΗΣ ΠΡΩΤΗΣ. Αι φήμαι περί βομβών εις τον υπόγειον σιδηρόδρομον απεδείχθησαν ψευδείς. ΣΥΝΕΧΕΙΑ ΕΚ ΤΗΣ ΠΡΩΤΗΣ. Αι φήμαι περί βομβών εις τον υπόγειον σιδηρόδρομον απεδείχθησαν ψευδείς. ΣΥΝΕΧΕΙΑ ΕΚ ΤΗΣ ΠΡΩΤΗΣ. Αι φήμαι περί βομβών εις τον υπόγειον σιδηρόδρομον απεδείχθησαν ψευδείς. ΣΥΝΕΧΕΙΑ ΕΚ ΤΗΣ ΠΡΩΤΗΣ. Αι φήμαι περί βομβών εις τον υπόγειον σιδηρόδρομον απεδείχθησαν ψευδείς. ΣΥΝΕΧΕΙΑ ΕΚ ΤΗΣ ΠΡΩΤΗΣ. Αι φήμαι περί βομβών εις τον υπόγειον σιδηρόδρομον απεδείχθησαν ψευδείς. ΣΥΝΕΧΕΙΑ ΕΚ ΤΗΣ ΠΡΩΤΗΣ. Αι φήμαι περί βομβών εις τον υπόγειον σιδηρόδρομον απεδείχθησαν ψευδείς. ΣΥΝΕΧΕΙΑ ΕΚ ΤΗΣ ΠΡΩΤΗΣ. Αι φήμαι περί βομβών εις τον υπόγειον σιδηρόδρομον απεδείχθησαν ψευδείς. ΣΥΝΕΧΕΙΑ ΕΚ ΤΗΣ ΠΡΩΤΗΣ. Αι φήμαι περί βομβών εις τον υπόγειον σιδηρόδρομον απεδείχθησαν ψευδείς. ΣΥΝΕΧΕΙΑ ΕΚ ΤΗΣ ΠΡΩΤΗΣ. Αι φήμαι περί βομβών εις τον υπόγειον σιδηρόδρομον απεδείχθησαν ψευδείς. ΣΥΝΕΧΕΙΑ ΕΚ ΤΗΣ ΠΡΩΤΗΣ. Αι φήμαι περί βομβών εις τον υπόγειον σιδηρόδρομον απεδείχθησαν ψευδείς. ΣΥΝΕΧΕΙΑ ΕΚ ΤΗΣ ΠΡΩΤΗΣ. Αι φήμαι περί βομβών εις τον υπόγειον σιδηρόδρομον απεδείχθησαν ψευδείς. ΣΥΝΕΧΕΙΑ ΕΚ ΤΗΣ ΠΡΩΤΗΣ. Αι φήμαι περί βομβών εις τον υπόγειον σιδηρόδρομον απεδείχθησαν ψευδείς. ΣΥΝΕΧΕΙΑ ΕΚ ΤΗΣ ΠΡΩΤΗΣ. Αι φήμαι περί βομβών εις τον υπόγειον σιδηρόδρομον απεδείχθησαν ψευδείς. ΣΥΝΕΧΕΙΑ ΕΚ ΤΗΣ ΠΡΩΤΗΣ. Αι φήμαι περί βομβών εις τον υπόγειον σιδηρόδρομον απεδείχθησαν ψευδείς. ΣΥΝΕΧΕΙΑ ΕΚ ΤΗΣ ΠΡΩΤΗΣ. Αι φήμαι περί βομβών εις τον υπόγειον σιδηρόδρομον απεδείχθησαν ψευδείς. ΣΥΝΕΧΕΙΑ ΕΚ ΤΗΣ ΠΡΩΤΗΣ. Αι φήμαι περί βομβών εις τον υπόγειον σιδηρόδρομον απεδείχθησαν ψευδείς. ΣΥΝΕΧΕΙΑ ΕΚ ΤΗΣ ΠΡΩΤΗΣ. Αι φήμαι περί βομβών εις τον υπόγειον σιδηρόδρομον απεδείχθησαν ψευδείς. ΣΥΝΕΧΕΙΑ ΕΚ ΤΗΣ ΠΡΩΤΗΣ. Αι φήμαι περί βομβών εις τον υπόγειον σιδηρόδρομον απεδείχθησαν ψευδείς. ΣΥΝΕΧΕΙΑ ΕΚ ΤΗΣ ΠΡΩΤΗΣ. Αι φήμαι περί βομβών εις τον υπόγειον σιδηρόδρομον απεδείχθ	[421, 2092, 692, 2422]
headline: ΟΙ ΑΠΟΚΑΤΑΣΤΑΘΕΝΤΕΣ ΥΠΑΛΛΗΛΟΙ ΤΑΜΕΙΩΝ	[703, 1885, 840, 1903]
article-divider	[280, 887, 410, 889]
headline: Ο ΑΦΡΙΚΗΣ ΑΝΕΧΩΡΗΣΕΝ ΑΠΟ ΤΑΣ ΑΘΗΝΑΣ ΑΦΟΥ ΕΞΕΦΡΑΣΕ ΤΗΝ ΙΚΑΝΟΠΟΙΗΣΙΝ ΤΟΥ ΕΚ ΤΗΣ ΕΝ ΓΕΝΕΙ ΚΑΤΑΣΤΑΣΕΩΣ ΕΙΣ ΕΛΛΑΔΑ	[5, 755, 269, 786]
article-body: ΑΘΗΝΑΙ, 12.— Υποβάλλονται αιτήσεις αναστολής. ΑΘΗΝΑΙ, 12.— Υποβάλλονται αιτήσεις αναστολής. ΑΘΗΝΑΙ, 12.— Υποβάλλονται αιτήσεις αναστολής. ΑΘΗΝΑΙ, 12.— Υποβάλλονται αιτήσεις αναστολής. ΑΘΗΝΑΙ, 12.— Υποβάλλονται αιτήσεις αναστολής. ΑΘΗΝΑΙ, 12.— Υποβάλλονται αιτήσεις αναστολής. ΑΘΗΝΑΙ, 12.— Υποβάλλονται αιτήσεις αναστολής. ΑΘΗΝΑΙ, 12.— Υποβάλλονται αιτήσεις αναστολής. ΑΘΗΝΑΙ, 12.— Υποβάλλονται αιτήσεις αναστολής. ΑΘΗΝΑΙ, 12.— Υποβάλλονται αιτήσεις αναστολής. ΑΘΗΝΑΙ, 12.— Υποβάλλονται αιτήσεις αναστολής. ΑΘΗΝΑΙ, 12.— Υποβάλλονται αιτήσεις αναστολής. ΑΘΗΝΑΙ, 12.— Υποβάλλονται αιτήσεις αναστολής. ΑΘΗΝΑΙ, 12.— Υποβάλλονται αιτήσεις αναστολής. ΑΘΗΝΑΙ, 12.— Υποβάλλονται αιτήσεις αναστολής. ΑΘΗΝΑΙ, 12.— Υποβάλλονται αιτήσεις αναστ	[703, 35, 840, 189]
headline: Ο ΣΥΝΔΕΣΜΟΣ ΕΜΠΟΡΙΚΩΝ ΑΝΤΙΠΡΟΣΩΠΩΝ ΕΙΣΗΓΕΙΤΑΙ ΤΗΝ ΠΥΚΝΩΣΙΝ ΤΩΝ ΑΕΡΟΠΟΡΙΚΩΝ ΓΡΑΜΜΩΝ ΜΕΤΑΞΥ ΤΗΣ ΘΕΣΣΑΛΟΝΙΚΗΣ ΚΑΙ ΤΟΥ ΕΞΩΤΕΡΙΚΟΥ	[421, 6, 692, 37]
headline: ΑΠΟΝΟΜΗ ΠΤΥΧΙΩΝ ΕΙΣ ΑΝΩΤΕΡΟΥΣ ΑΞΙΩΜΑΤΙΚΟΥΣ ΑΠΟΦΟΙΤΗΣΑΝΤΑΣ ΤΗΣ ΣΧΟΛΗΣ ΠΟΛΕΜΟΥ ΑΕΡΟΠΟΡΙΑΣ	[5, 1049, 269, 1070]
article-body: ΟΥΑΣΙΓΚΤΩΝ, 12.— Η νέα πολιτική διά την Αφρικήν. ΟΥΑΣΙΓΚΤΩΝ, 12.— Η νέα πολιτική διά την Αφρικήν. ΟΥΑΣΙΓΚΤΩΝ, 12.— Η νέα πολιτική διά την Αφρικήν. ΟΥΑΣΙΓΚΤΩΝ, 12.— Η νέα πολιτική διά την Αφρικήν. ΟΥΑΣΙΓΚΤΩΝ, 12.— Η νέα πολιτική διά την Αφρικήν. ΟΥΑΣΙΓΚΤΩΝ, 12.— Η νέα πολιτική διά την Αφρικήν. ΟΥΑΣΙΓΚΤΩΝ, 12.— Η νέα πολιτική διά την Αφρικήν. ΟΥΑΣΙΓΚΤΩΝ, 12.— Η νέα πολιτική διά την Αφρικήν. ΟΥΑΣΙΓΚΤΩΝ, 12.— Η νέα πολιτική διά την Αφρικήν. ΟΥΑΣΙΓΚΤΩΝ, 12.— Η νέα πολιτική διά την Αφρικήν. ΟΥΑΣΙΓΚΤΩΝ, 12.— Η νέα πολιτική διά την Αφρικήν. ΟΥΑΣΙΓΚΤ	[703, 1625, 840, 1733]
headline: ΚΑΤΑΣΚΕΥΗ ΠΡΟΒΛΗΤΟΣ ΕΙΣ ΤΟΝ ΛΙΜΕΝΑ ΠΕΙΡΑΙΩΣ	[280, 1958, 410, 1975]
headline: Ο ΜΙΚΗΣ ΘΕΟΔΩΡΑΚΗΣ ΕΚΛΗΘΗ ΝΑ ΔΙΔΑΞΗ ΣΥΝΘΕΣΙΝ ΜΟΥΣΙΚΗΣ ΕΙΣ ΤΗΝ ΑΜΕΡΙΚΗΝ	[280, 6, 410, 32]
article-body: ΟΥΑΣΙΓΚΤΩΝ, 12.— Η προσωπογραφία της Τζάκυ, άρτι φιλοτεχνηθείσα και προωρισμένη διά τον Λευκόν Οίκον, ίσως τοποθετηθή τελικώς εις την αποθήκην του. ΟΥΑΣΙΓΚΤΩΝ, 12.— Η προσωπογραφία της Τζάκυ, άρτι φιλοτεχνηθείσα και προωρισμένη διά τον Λευκόν Οίκον, ίσως τοποθετηθή τελικώς εις την αποθήκην του. ΟΥΑΣΙΓΚΤΩΝ, 12.— Η προσωπογραφία της Τζάκυ, άρτι φιλοτεχνηθείσα και προωρισμένη διά τον Λευκόν Οίκον, ίσως τοποθετηθή τελικώς εις την αποθήκην του. ΟΥΑΣΙΓΚΤΩΝ, 12.— Η προσωπογραφία της Τζάκυ, άρτι φιλοτεχνηθείσα και προωρισμένη διά τον Λευκόν Οίκον, ίσως τοποθετηθή τελικώς εις την αποθήκην του. ΟΥΑΣΙΓΚΤΩΝ, 12.— Η προσωπογραφία της Τζάκυ, άρτι φιλοτεχνηθείσα και προωρισμένη διά τον Λευκόν Οίκον, ίσως τοποθετηθή τελικώς εις την αποθήκην του. ΟΥΑΣΙΓΚΤΩΝ, 12.— Η προσωπογραφία της Τζάκυ, άρτι φιλοτεχνηθείσα και προωρισμένη διά τον Λευκόν Οίκον, ίσως τοποθετηθή τελικώς εις την αποθήκην του. ΟΥΑΣΙΓΚΤΩΝ, 12.— Η προσωπογραφία της Τζάκυ, άρτι φιλοτεχνηθείσα και προωρισμένη διά τον Λευκόν Οίκον, ίσως τοποθετηθή τελικώς εις την αποθήκην του. ΟΥΑΣΙΓΚΤΩΝ, 12.— Η προσωπογραφία της Τζάκυ, άρτι φιλοτεχνηθείσα και προωρισμένη διά τον Λευκόν Οίκον, ίσως τοποθετηθή τελικώς εις την αποθήκην του. ΟΥΑΣΙΓΚΤΩΝ, 12.— Η προσωπογραφία της Τζάκυ, άρτι φιλοτεχνηθείσα και προωρισμένη διά τον Λευκόν Οίκον, ίσως τοποθετηθή τελικώς εις την αποθήκην του. ΟΥΑΣΙΓΚΤΩΝ, 12.— Η προσωπογραφία της Τζάκυ, άρτι φιλοτεχνηθείσα και προωρισμένη διά τον Λευκόν Οίκον, ίσως τοποθετηθή τελικώς εις την αποθήκην του. ΟΥΑΣΙΓΚΤΩΝ, 12.— Η προσωπογραφία της Τζάκυ, άρτι φιλοτεχνηθείσα και προωρισμένη διά τον Λευκόν Οίκον, ίσως τοποθετηθή τελικώς εις την αποθήκην του. ΟΥΑΣΙΓΚΤΩΝ, 12.— Η προσωπογραφία της Τζάκυ, άρτι φιλοτεχνηθείσα και προωρισμένη διά τον Λευκόν Οίκον, ίσως τοποθετηθή τελικώς εις την αποθήκην του. ΟΥΑΣΙΓΚΤΩΝ, 12.— Η προσωπογραφία της Τζάκυ, άρτι φιλοτεχνηθείσα και προωρισμένη διά τον Λευκόν Οίκον, ίσως τοποθετηθή τελικώς εις την αποθήκην του. ΟΥΑΣΙΓΚΤΩΝ, 12.— Η προσωπογραφία της Τζάκυ, άρτι φιλοτεχνηθείσα και προωρισμένη διά τον Λευκόν Οίκον, ίσως τοποθετηθή τελικώς εις την αποθήκην του. ΟΥΑΣΙΓΚΤΩΝ, 12.— Η προσωπογραφία της Τζάκυ, άρτι φιλοτεχνηθείσα και προωρισμένη διά τον Λευκόν Οίκον, ίσως τοποθετηθή τελικώς εις την αποθήκην του. ΟΥΑΣΙΓΚΤΩΝ, 12.— Η προσωπογραφία της Τζάκυ, άρτι φιλοτεχνηθείσα και προωρισμένη διά τον Λευκόν Οίκον, ίσως τοποθετηθή τελικώς εις την αποθήκην του. ΟΥΑΣΙΓΚΤΩΝ, 12.— Η προσωπογραφία της Τζάκυ, άρτι φιλοτεχνηθείσα και προωρισμένη διά τον Λευκόν Οίκον, ίσως τοποθετηθή τελικώς εις την αποθήκην του. ΟΥΑΣΙΓΚΤΩΝ, 12.— Η προσωπογραφία της Τζάκυ, άρτι φιλοτεχνηθείσα και προωρισμένη διά τον Λευκόν Οίκον, ίσως τοποθετηθή τελικώς εις την αποθήκην του. ΟΥΑΣΙΓΚΤΩΝ, 12.— Η προσωπογραφία της Τζάκυ, άρτι φιλοτεχνηθείσα και προωρισμένη διά τον Λευκόν Οίκον, ίσως τοποθετηθή τελικώς εις την αποθήκην του. ΟΥΑΣΙΓΚΤΩΝ, 12.— Η προσωπογραφία της Τζάκυ, άρτι φιλοτεχνηθείσα και προωρισμένη διά τον Λευκόν Οίκον, ίσως τοποθετηθή τελικώς εις την αποθήκην του. ΟΥΑΣΙΓΚΤΩΝ, 12.— Η προσωπογραφία της Τζάκυ, άρτι φιλοτεχνηθείσα και προωρισμένη διά τον Λευκόν Οίκον, ίσως τοποθετηθή τελικώς εις την αποθήκην του. ΟΥΑΣΙΓΚΤΩΝ, 12.— Η προσωπογραφία της Τζάκυ, άρτι φιλοτεχνηθείσα και προωρισμένη διά τον Λευκόν Οίκον, ίσως τοποθετηθή τελικώς εις την αποθήκην του. ΟΥΑΣΙΓΚΤΩΝ, 12.— Η προσωπογραφία της Τζάκυ, άρτι φιλοτεχνηθείσα και προωρισμένη διά τον Λευκόν Οίκον, ίσως τοποθετηθή τελικώς εις την αποθήκην του. ΟΥΑΣΙΓΚΤΩΝ, 12.— Η προσωπογραφία της Τζάκυ, άρτι φιλοτεχνηθείσα και προωρι	[851, 67, 1123, 397]
headline: ΕΜΕΙΩΘΗ Ο ΑΡΙΘΜΟΣ ΕΠΙΔΟΤΟΥΜΕΝΩΝ ΑΝΕΡΓΩΝ	[280, 2192, 410, 2209]
article-body: ΑΝΤΖΕΛΕΣ, 12.— Απεκαλύφθη ιστορικός ναός. ΑΝΤΖΕΛΕΣ, 12.— Απεκαλύφθη ιστορικός ναός. ΑΝΤΖΕΛΕΣ, 12.— Απεκαλύφθη ιστορικός ναός. ΑΝΤΖΕΛΕΣ, 12.— Απεκαλύφθη ιστορικός ναός. ΑΝΤΖΕΛΕΣ, 12.— Απεκαλύφθη ιστορικός ναός. ΑΝΤΖΕΛΕΣ, 12.— Απεκαλύφθη ιστορικός ναός. ΑΝΤΖΕΛΕΣ, 12.— Απεκαλύφθη ιστορικός ναός. ΑΝΤΖΕΛΕΣ, 12.— Απεκαλύφθη ιστορικός ναός. ΑΝΤΖΕΛΕΣ, 12.— Απεκαλύφθη ιστορικός ναός. ΑΝΤΖΕΛΕΣ, 12.— Απεκαλύφθη ιστορικός ναός. ΑΝΤΖΕΛΕΣ, 12.— Απεκαλύφθη ιστορικός ναός. ΑΝΤΖΕΛΕΣ, 12.— Απεκαλύφθη ιστορικός ναός. ΑΝΤΖΕΛΕΣ, 12.— Απεκαλύφθη ιστορικός ναός. ΑΝΤΖΕΛΕΣ, 12.— Απεκαλύφθη ιστορικός ναός. ΑΝΤΖΕΛΕΣ, 12.— Απεκαλύφθη ιστορικός ναός. ΑΝΤΖΕΛΕΣ, 12.— Απεκαλύφθη ιστορικός ναός. ΑΝΤΖΕΛΕΣ, 12.— Απεκαλύφθη ιστορικός ναός. ΑΝΤΖΕΛΕΣ, 12.— Απεκαλύφθη ιστορικός ναός. ΑΝΤΖΕΛΕΣ, 12.— Απεκαλύφθη ιστορικός ναός. ΑΝΤΖΕΛΕΣ, 12.— Απεκαλύφθη ιστορικός ναός. ΑΝΤΖΕΛΕΣ, 12.— Απεκαλύφθη ιστορικός ναός. ΑΝΤΖΕΛΕΣ, 12.— Απεκαλύφθη ιστορικός ναός. ΑΝΤΖΕΛΕΣ, 12.— Απεκαλύφθη ιστορικός ναός. ΑΝΤΖΕΛΕΣ, 12.— Απεκαλύφθη ιστορικός να	[703, 1412, 840, 1597]
headline: ΠΟΛΥΑΡΙΘΜΑ ΕΡΓΑΛΕΙΑ, ΑΓΓΕΙΑ ΚΑΙ ΛΙΘΙΝΑ ΟΠΛΑ ΑΝΕΥΡΕΘΗΣΑΝ ΕΙΣ ΜΕΓΑ ΣΠΗΛΑΙΟΝ ΤΗΣ ΕΡΜΙΟΝΙΔΟΣ	[5, 6, 269, 43]
headline: Η ΚΥΒΕΡΝΗΣΙΣ ΤΗΣ ΒΡΑΖΙΛΙΑΣ ΑΠΕΔΕΧΘΗ ΤΕΛΙΚΩΣ ΤΟΥΣ ΟΡΟΥΣ ΤΩΝ ΑΠΑΓΩΓΕΩΝ ΤΟΥ ΙΑΠΩΝΟΣ ΠΡΟΞΕΝΟΥ	[5, 1334, 269, 1355]
headline: ΧΟΡΗΓΗΣΙΣ ΥΠΟΤΡΟΦΙΩΝ ΕΙΣ ΕΠΙΣΤΗΜΟΝΑΣ ΔΙΑ ΜΕΤΕΚΠΑΙΔΕΥΣΙΝ	[280, 1258, 410, 1284]
market-row: Φασόλια ..................... 11,40	[5, 1781, 269, 1789]
headline: Η ΜΕΤΕΚΠΑΙΔΕΥΣΙΣ ΤΟΥ ΠΡΟΣΩΠΙΚΟΥ ΑΓΡΟΤΙΚΩΝ ΙΑΤΡΕΙΩΝ	[280, 373, 410, 399]
article-divider	[851, 1288, 1123, 1289]
article-body: ΑΘΗΝΑΙ, 12.— Προκαταρκτικαί επαφαί διεξάγονται μετά χωρών της Αφρικής διά την σύναψιν αλιευτικών συμφωνιών. ΑΘΗΝΑΙ, 12.— Προκαταρκτικαί επαφαί διεξάγονται μετά χωρών της Αφρικής διά την σύναψιν αλιευτικών συμφωνιών. ΑΘΗΝΑΙ, 12.— Προκαταρκτικαί επαφαί διεξάγονται μετά χωρών της Αφρικής διά την σύναψιν αλιευτικών συμφωνιών. ΑΘΗΝΑΙ, 12.— Προκαταρκτικαί επαφαί διεξάγονται μετά χωρών της Αφρικής διά την σύναψιν αλιευτικών συμφωνιών. ΑΘΗΝΑΙ, 12.— Προκαταρκτικαί επαφαί διεξάγονται μετά χωρών της Αφρικής διά την σύναψιν αλιευτικών συμφωνιών. ΑΘΗΝΑΙ, 12.— Προκαταρκτικαί επαφαί διεξάγονται μετά χωρών της Αφρικής διά την σύναψιν αλιευτικών συμφωνιών. ΑΘΗΝΑΙ, 12.— Προκαταρκτικαί επαφαί διεξάγονται μετά χωρών της Αφρικής διά την σύναψιν αλιευτικών συμφωνιών. ΑΘΗΝΑΙ, 12.— Προκαταρκτικαί επαφαί διεξάγονται μετά χωρών της Αφρικής διά την σύναψιν αλιευτικών συμφωνιών. ΑΘΗΝΑΙ, 12.— Προκαταρκτικαί επαφαί διεξάγονται μετά χωρών της Αφρικής διά την σύναψιν αλιευτικών συμφωνιών. ΑΘΗΝΑΙ, 12.— Προκαταρκτικαί επαφαί διεξάγονται μετά χωρών της Αφρικής διά την σύναψιν αλιευτικών συμφωνιών. ΑΘΗΝΑΙ, 12.— Προκαταρκτικαί επαφαί διεξάγονται μετά χωρών της Αφρικής διά την σύναψιν αλιευτικών συμφωνιών. ΑΘΗΝΑΙ, 12.— Προκαταρκτικαί επαφαί διεξάγονται μετά χωρών της Αφρικής διά την σύναψιν αλιευτικών συμφωνιών. ΑΘΗΝΑΙ, 12.— Προκαταρκτικαί επαφαί διεξάγονται μετά χωρών της Αφρικής διά την σύναψιν αλιευτικών συμφωνιών. ΑΘΗΝΑΙ, 12.— Προκαταρκτικαί επαφαί διεξάγονται μετά χωρών της Αφρικής διά την σύναψιν αλιευτικών συμφωνιών. ΑΘΗΝΑΙ, 12.— Προκαταρκτικαί επαφαί διεξάγονται μετά χωρών της Αφρικής διά την σύναψιν αλιευτικών συμφωνιών. ΑΘΗΝΑΙ, 12.— Προκαταρκτικαί επαφαί διεξάγονται μετά χωρών της Αφρικής διά την σύναψιν αλιευτικών συμφωνιών. ΑΘΗΝΑΙ, 12.— Προκαταρκτικαί επαφαί διεξάγονται μετά χωρών της Αφρικής διά την σύναψιν αλιευτικών συμφωνιών. ΑΘΗΝΑΙ, 12.— Προκαταρκτικαί επαφαί διεξάγονται μετά χωρών της Αφρικής διά την σύναψιν αλιευτικών συμφωνιών. ΑΘΗΝΑΙ, 12.— Προκαταρκτικαί επαφαί διεξάγονται μετά χωρών της Αφρικής διά την σύναψιν αλιευτικών συμφωνιών. ΑΘΗΝΑΙ, 12.— Προκαταρκτικαί επαφαί διεξάγονται μετά χωρών της Αφρικής διά την σύναψιν αλιευτικών συμφωνιών. ΑΘΗΝΑΙ, 12.— Προκαταρκτικαί επαφαί διεξάγονται μετά χωρών της Αφρικής διά την σύναψιν αλιευτικών συμφωνιών. ΑΘΗΝΑΙ, 12.— Προκαταρκτικαί επαφαί διεξάγονται μετά χωρών της Αφρικής διά την σύναψιν αλιευτικών συμφωνιών. ΑΘΗΝΑΙ, 12.— Προκαταρκτικαί επαφαί διεξάγονται μετά χωρών της Αφρικής διά την σύναψιν αλιευτικών συμφωνιών. ΑΘΗΝΑΙ, 12.— Προκαταρκτικαί επαφαί διεξάγονται μετά χωρών της Αφρικής διά την σύναψιν αλιευτικών συμφωνιών. ΑΘΗΝΑΙ, 12.— Προκαταρκτικαί επαφαί διεξάγονται μετά χωρών της Αφρικής διά την σύναψιν αλιευτικών συμφωνιών. ΑΘΗΝΑΙ, 12.— Προκαταρκτικαί επαφαί διεξάγονται μετά χωρών της Αφρικής διά την σύναψιν αλιευτικών συμφωνιών. ΑΘΗΝΑΙ, 12.— Προκαταρκτικαί επαφαί διεξάγονται μετά χωρών της Αφρικής διά την σύναψιν αλιευτικών συμφωνιών. ΑΘΗΝΑΙ, 12.— Προκαταρκτικαί επαφαί διεξάγονται μετά χωρών της Αφρικής διά την σύναψιν αλιευτικών συμφωνιών. ΑΘΗΝΑΙ, 12.— Προκαταρκτικαί επαφαί διεξάγονται μετά χωρών της Αφρικής διά την σύναψιν αλιευτικών συμφωνιών. ΑΘΗΝΑΙ, 12.— Προκαταρκτικαί επαφαί διεξάγονται μετά χωρών της Αφρικής διά την σύναψιν αλιευτικών συμφωνιών. ΑΘΗΝΑΙ, 12.— Προκαταρκτικαί επαφαί διεξάγονται μετά χωρών της Αφρικής διά την σύναψιν αλιευτικών συμφωνιών. ΑΘΗΝΑΙ, 12.— Προκαταρκτικαί επαφαί διεξάγονται μετά χωρών της Αφρικής διά την σύναψιν αλιευτικών συμφωνιών. ΑΘΗΝΑΙ, 12.— Προκαταρκ	[421, 1199, 692, 1529]
article-body: ΑΘΗΝΑΙ, 12.— Ο Αλέξανδρος Γ., μηχανικός, κατεδικάσθη υπό του Πλημμελειοδικείου Αθηνών εις φυλάκισιν δια τον θάνατον μητρός και υιού, εκ της εκρήξεως μηχανήματος θερμάνσεως. ΑΘΗΝΑΙ, 12.— Ο Αλέξανδρος Γ., μηχανικός, κατεδικάσθη υπό του Πλημμελειοδικείου Αθηνών εις φυλάκισιν δια τον θάνατον μητρός και υιού, εκ της εκρήξεως μηχανήματος θερμάνσεως. ΑΘΗΝΑΙ, 12.— Ο Αλέξανδρος Γ., μηχανικός, κατεδικάσθη υπό του Πλημμελειοδικείου Αθηνών εις φυλάκισιν δια τον θάνατον μητρός και υιού, εκ της εκρήξεως μηχανήματος θερμάνσεως. ΑΘΗΝΑΙ, 12.— Ο Αλέξανδρος Γ., μηχανικός, κατεδικάσθη υπό του Πλημμελειοδικείου Αθηνών εις φυλάκισιν δια τον θάνατον μητρός και υιού, εκ της εκρήξεως μηχανήματος θερμάνσεως. ΑΘΗΝΑΙ, 12.— Ο Αλέξανδρος Γ., μηχανικός, κατεδικάσθη υπό του Πλημμελειοδικείου Αθηνών εις φυλάκισιν δια τον θάνατον μητρός και υιού, εκ της εκρήξεως μηχανήματος θερμάνσεως. ΑΘΗΝΑΙ, 12.— Ο Αλέξανδρος Γ., μηχανικός, κατεδικάσθη υπό του Πλημμελειοδικείου Αθηνών εις φυλάκισιν δια τον θάνατον μητρός και υιού, εκ της εκρήξεως μηχανήματος θερμάνσεως. ΑΘΗΝΑΙ, 12.— Ο Αλέξανδρος Γ., μηχανικός, κατεδικάσθη υπό του Πλημμελειοδικείου Αθηνών εις φυλάκισιν δια τον θάνατον μητρός και υιού, εκ της εκρήξεως μηχανήματος θερμάνσεως. ΑΘΗΝΑΙ, 12.— Ο Αλέξανδρος Γ., μηχανικός, κατεδικάσθη υπό του Πλημμελειοδικείου Αθηνών εις φυλάκισιν δια τον θάνατον μητρός και υιού, εκ της εκρήξεως μηχανήματος θερμάνσεως. ΑΘΗΝΑΙ, 12.— Ο Αλέξανδρος Γ., μηχανικός, κατεδικάσθη υπό του Πλημμελειοδικείου Αθηνών εις φυλάκισιν δια τον θάνατον μητρός και υιού, εκ της εκρήξεως μηχανήματος θερμάνσεως. ΑΘΗΝΑΙ, 12.— Ο Αλέξανδρος Γ., μηχανικός, κατεδικάσθη υπό του Πλημμελειοδικείου Αθηνών εις φυλάκισιν δια τον θάνατον μητρός και υιού, εκ της εκρήξεως μηχανήματος θερμάνσεως. ΑΘΗΝΑΙ, 12.— Ο Αλέξανδρος Γ., μηχανικός, κατεδικάσθη υπό του Πλημμελειοδικείου Αθηνών εις φυλάκισιν δια τον θάνατον μητρός και υιού, εκ της εκρήξεως μηχανήματος θερμάνσεως. ΑΘΗΝΑΙ, 12.— Ο Αλέξανδρος Γ., μηχανικός, κατεδικάσθη υπό του Πλημμελειοδικείου Αθηνών εις φυλάκισιν δια τον θάνατον μητρός και υιού, εκ της εκρήξεως μηχανήματος θερμάνσεως. ΑΘΗΝΑΙ, 12.— Ο Αλέξανδρος Γ., μηχανικός, κατεδικάσθη υπό του Πλημμελειοδικείου Αθηνών εις φυλάκισιν δια τον θάνατον μητρός και υιού, εκ της εκρήξεως μηχανήματος θερμάνσεως. ΑΘΗΝΑΙ, 12.— Ο Αλέξανδρος Γ., μηχανικός, κατεδικάσθη υπό του Πλημμελειοδικείου Αθηνών εις φυλάκισιν δια τον θάνατον μητρός και υιού, εκ της εκρήξεως μηχανήματος θερμάνσεως. ΑΘΗΝΑΙ, 12.— Ο Αλέξανδρος Γ., μηχανικός, κατεδικάσθη υπό του Πλημμελειοδικείου Αθηνών εις φυλάκισιν δια τον θάνατον μητρός και υιού, εκ της εκρήξεως μηχανήματος θερμάνσεως. ΑΘΗΝΑΙ, 12.— Ο Αλέξανδρος Γ., μηχανικός, κατεδικάσθη υπό του Πλημμελειοδικείου Αθηνών εις φυλάκισιν δια τον θάνατον μητρός και υιού, εκ της εκρήξεως μηχανήματος θερμάνσεως. ΑΘΗΝΑΙ, 12.— Ο Αλέξανδρος Γ., μηχανικός, κατεδικάσθη υπό του Πλημμελειοδικείου Αθηνών εις φυλάκισιν δια τον θάνατον μητρός και υιού, εκ της εκρήξεως μηχανήματος θερμάνσεως. ΑΘΗΝΑΙ, 12.— Ο Αλέξανδρος Γ., μηχανικός, κατεδικάσθη υπό του Πλημμελειοδικείου Αθηνών εις φυλάκισιν δια τον θάν	[5, 448, 269, 747]
market-row: Ζάχαρις ελληνική ............ 12,60	[5, 1690, 269, 1697]
article-body: ΑΘΗΝΑΙ, 12.— Οργανούται σεμινάριον διά τραπεζικούς υπαλλήλους. ΑΘΗΝΑΙ, 12.— Οργανούται σεμινάριον διά τραπεζικούς υπαλλήλους. ΑΘΗΝΑΙ, 12.— Οργανούται σεμινάριον διά τραπεζικούς υπαλλήλους. ΑΘΗΝΑΙ, 12.— Οργανούται σεμινάριον διά τραπεζικούς υπαλλήλους. ΑΘΗΝΑΙ, 12.— Οργανούται σεμινάριον διά τραπεζικούς υπαλλήλους. ΑΘΗΝΑΙ, 12.— Οργανούται σεμινάριον διά τραπεζικούς υπαλλήλους. ΑΘΗΝΑΙ, 12.— Οργανούται σεμινάριον διά τραπεζικούς υπαλλ	[280, 1857, 410, 1950]
market-row: Τυρί φέτα ................... 38,00	[5, 1758, 269, 1766]
headline: ΠΡΟΣΩΠΟΓΡΑΦΙΑ ΤΗΣ ΤΖΑΚΥ ΑΡΤΙ ΦΙΛΟΤΕΧΝΗΘΕΙΣΑ ΚΑΙ ΠΡΟΩΡΙΣΜΕΝΗ ΔΙΑ ΤΟΝ ΛΕΥΚΟΝ ΟΙΚΟΝ ΙΣΩΣ ΤΟΠΟΘΕΤΗΘΗ ΤΕΛΙΚΩΣ ΕΙΣ ΤΗΝ ΑΠΟΘΗΚΗΝ ΤΟΥ	[851, 32, 1123, 63]
page-label: Σελίς 9	[991, 1, 1124, 24]
article-body: ΑΘΗΝΑΙ, 12.— Ο οίκος του Αντιβασιλέως εξέδωσεν ανακοίνωσιν. ΑΘΗΝΑΙ, 12.— Ο οίκος του Αντιβασιλέως εξέδωσεν ανακοίνωσιν. ΑΘΗΝΑΙ, 12.— Ο οίκος του Αντιβασιλέως εξέδωσεν ανακοίνωσιν. ΑΘΗΝΑΙ, 12.— Ο οίκος του Αντιβασιλέως εξέδωσεν ανακοίνωσιν. ΑΘΗΝΑΙ, 12.— Ο οίκος του Αντιβασιλέως εξέδωσεν ανακοίνωσιν. ΑΘΗΝΑΙ, 12.— Ο οίκος του Αντιβασιλέως εξέδωσεν ανακοίνωσιν. ΑΘΗΝΑΙ, 12.— Ο οίκος του Αντιβασιλέως εξέδωσεν ανακοίνωσιν. ΑΘΗΝΑΙ, 12.— Ο οίκος του Αντιβασιλέως εξέδωσεν ανακοίνωσιν. ΑΘΗΝΑΙ, 12.— Ο οίκος του Αντιβασιλέως εξέδωσεν ανακοίνωσιν. ΑΘΗΝΑΙ, 12.— Ο οίκος του Αντιβασιλέως εξέδωσεν ανακοίνωσιν. ΑΘΗΝΑΙ, 12.— Ο οίκος του Αντιβασιλέως εξέδωσεν ανακοίνωσιν. ΑΘΗΝΑΙ, 12.— Ο οίκος του Αντιβασιλέ	[280, 1675, 410, 1829]
article-divider	[703, 1600, 840, 1601]
article-body: ΑΘΗΝΑΙ, 12.— Επετράπη η ελευθέρα διακίνησις. ΑΘΗΝΑΙ, 12.— Επετράπη η ελευθέρα διακίνησις. ΑΘΗΝΑΙ, 12.— Επετράπη η ελευθέρα διακίνησις. ΑΘΗΝΑΙ, 12.— Επετράπη η ελευθέρα διακίνησις. ΑΘΗΝΑΙ, 12.— Επετράπη η ελευθέρα διακίνησις. ΑΘΗΝΑΙ, 12.— Επετράπη η ελευθέρα διακίνησις. ΑΘΗΝΑΙ, 12.— Επετράπη η ελευθέρα διακίνησις. ΑΘΗΝΑΙ, 12.— Επετράπη η ελευθέρα διακίνησις. ΑΘΗΝΑΙ, 12.— Επετράπη η ελευθέρα διακίνησις. ΑΘΗΝΑΙ, 12.— Επετράπη η ελευθέρα διακίνησις. ΑΘΗΝΑΙ, 12.— Επετράπη η ελευθέρα διακίνησις. ΑΘΗΝΑΙ, 12.— Επετράπη η ελευθέρα διακίνησις. ΑΘΗΝΑΙ,	[703, 218, 840, 333]
